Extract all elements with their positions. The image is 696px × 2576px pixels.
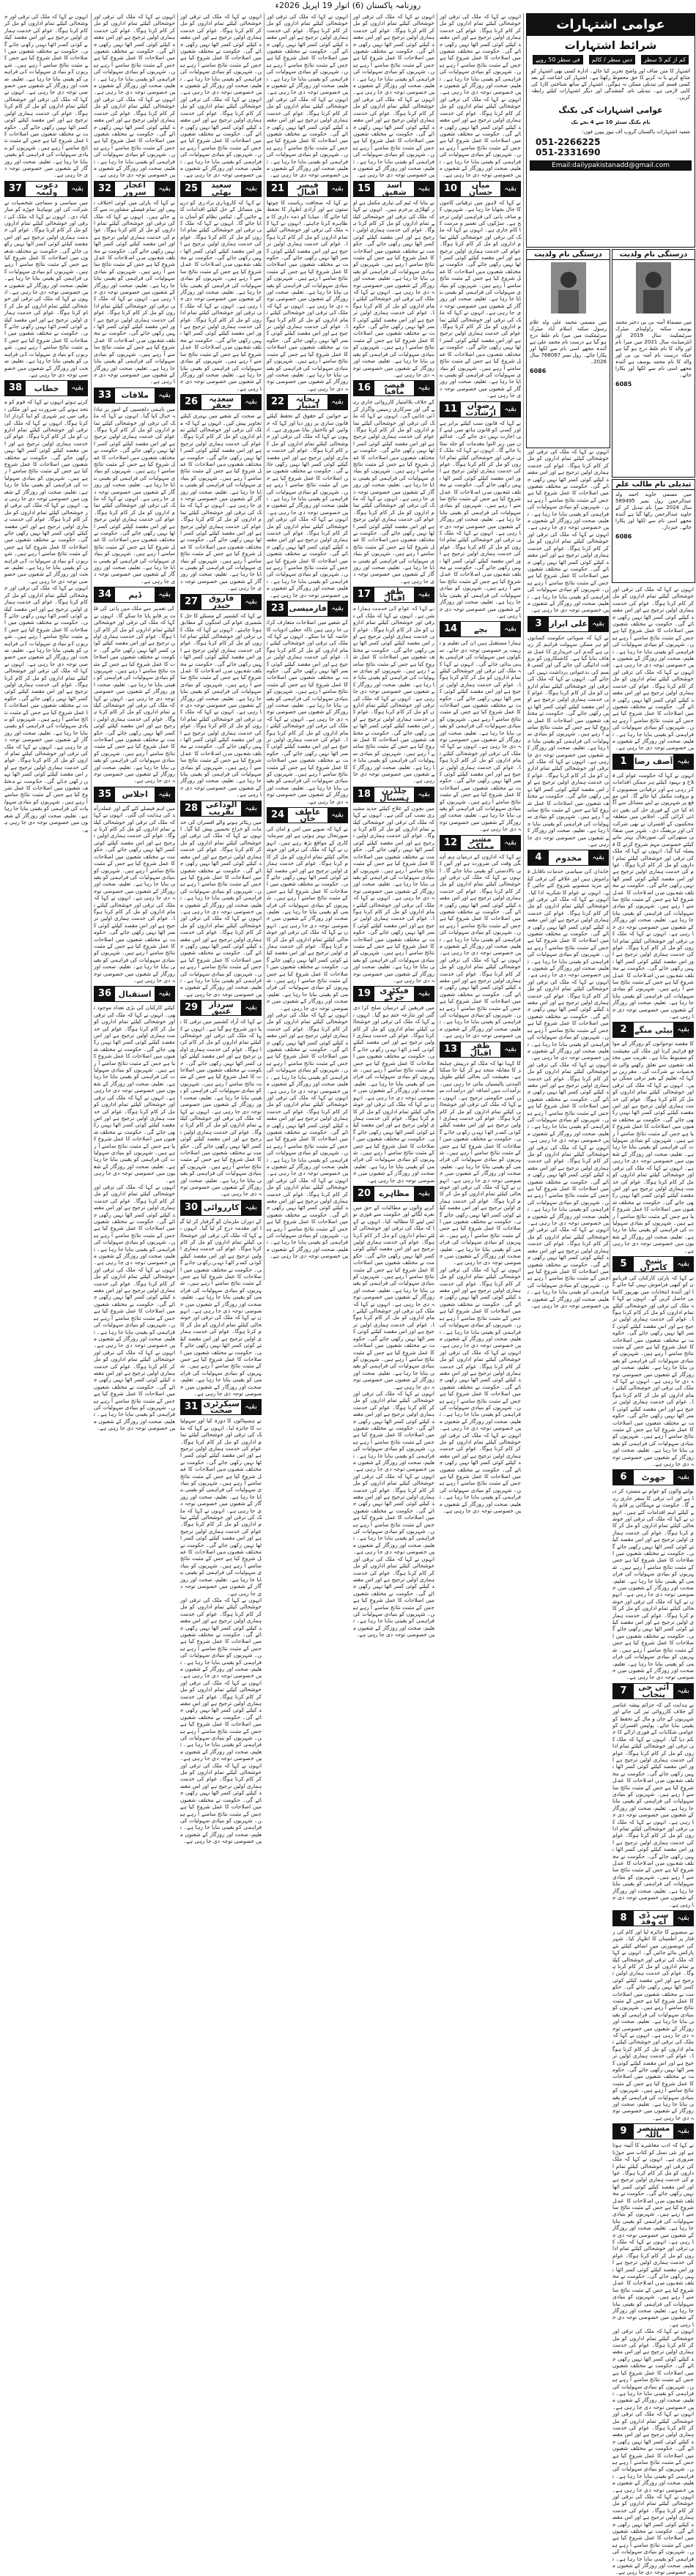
continuation-tag [440, 401, 521, 417]
continuation-title: دعوت ولیمہ [35, 180, 59, 197]
continuation-title: میاں حسان [468, 180, 493, 197]
ads-email: Email:dailypakistanadd@gmail.com [530, 160, 692, 171]
news-column [180, 13, 262, 1845]
article-text: انہوں نے کہا کہ ملک کی ترقی اور خوشحالی کیلئے تمام اداروں کو مل کر کام کرنا ہوگا۔ عوام کی خدمت ہماری اولین ترجیح ہے اور اس مقصد کیلئے کوئی کسر اٹھا نہیں رکھی جائے گی۔ حکومت نے مختلف شعبوں میں اصلاحات کا عمل شروع کیا ہے جس کے مثبت نتائج سامنے آ رہے ہیں۔ شہریوں کو بنیادی سہولیات کی فراہمی کو یقینی بنایا جا رہا ہے۔ تعلیم، صحت اور روزگار کے شعبوں میں خصوصی توجہ دی جا رہی ہے۔ انہوں نے کہا کہ ملک کی ترقی اور خوشحالی کیلئے تمام اداروں کو مل کر کام کرنا ہوگا۔ عوام کی خدمت ہماری اولین ترجیح ہے اور اس مقصد کیلئے کوئی کسر اٹھا نہیں رکھی جائے گی۔ حکومت نے مختلف شعبوں میں اصلاحات کا عمل شروع کیا ہے جس کے مثبت نتائج سامنے آ رہے ہیں۔ شہریوں کو بنیادی سہولیات کی فراہمی کو یقینی بنایا جا رہا ہے۔ تعلیم، صحت اور روزگار کے شعبوں میں خصوصی توجہ دی جا رہی ہے۔ [4, 13, 88, 179]
ads-terms-text: اشتہار کا متن صاف اور واضح تحریر کیا جائے۔ ادارہ کسی بھی اشتہار کو شائع کرنے یا نہ کرنے کا حق محفوظ رکھتا ہے۔ اشتہار کی اشاعت کے بعد کسی قسم کی تبدیلی ممکن نہ ہوگی۔ اشتہار کے ساتھ شناختی کارڈ کی کاپی لازمی ہے۔ تبدیلی نام، گمشدگی اور دیگر اشتہارات کیلئے رابطہ کریں۔ [531, 68, 690, 100]
ads-phone: 051-2266225 [536, 137, 601, 147]
article-text: نے ہدایت کی کہ جرائم پیشہ عناصر کے خلاف کارروائی تیز کی جائے اور شہریوں کے جان و مال کے تحفظ کو یقینی بنایا جائے۔ پولیس افسران کو عوامی شکایات کے فوری ازالے کا حکم دیا گیا۔ انہوں نے کہا کہ ملک کی ترقی اور خوشحالی کیلئے تمام اداروں کو مل کر کام کرنا ہوگا۔ عوام کی خدمت ہماری اولین ترجیح ہے اور اس مقصد کیلئے کوئی کسر اٹھا نہیں رکھی جائے گی۔ حکومت نے مختلف شعبوں میں اصلاحات کا عمل شروع کیا ہے جس کے مثبت نتائج سامنے آ رہے ہیں۔ شہریوں کو بنیادی سہولیات کی فراہمی کو یقینی بنایا جا رہا ہے۔ تعلیم، صحت اور روزگار کے شعبوں میں خصوصی توجہ دی جا رہی ہے۔ انہوں نے کہا کہ ملک کی ترقی اور خوشحالی کیلئے تمام اداروں کو مل کر کام کرنا ہوگا۔ عوام کی خدمت ہماری اولین ترجیح ہے اور اس مقصد کیلئے کوئی کسر اٹھا نہیں رکھی جائے گی۔ حکومت نے مختلف شعبوں میں اصلاحات کا عمل شروع کیا ہے جس کے مثبت نتائج سامنے آ رہے ہیں۔ شہریوں کو بنیادی سہولیات کی فراہمی کو یقینی بنایا جا رہا ہے۔ تعلیم، صحت اور روزگار کے شعبوں میں خصوصی توجہ دی جا رہی ہے۔ [612, 1701, 694, 1908]
continuation-tag [353, 587, 434, 603]
continuation-number: 1 [613, 754, 634, 769]
continuation-number: 19 [354, 987, 374, 1001]
article-text: بولنے والوں کو عوام نے مسترد کر دیا ہے اور اب ترقی کا سفر جاری رہے گا۔ حکومت نے مہنگائی پر قابو پانے کیلئے اہم اقدامات کئے ہیں۔ انہوں نے کہا کہ ملک کی ترقی اور خوشحالی کیلئے تمام اداروں کو مل کر کام کرنا ہوگا۔ عوام کی خدمت ہماری اولین ترجیح ہے اور اس مقصد کیلئے کوئی کسر اٹھا نہیں رکھی جائے گی۔ حکومت نے مختلف شعبوں میں اصلاحات کا عمل شروع کیا ہے جس کے مثبت نتائج سامنے آ رہے ہیں۔ شہریوں کو بنیادی سہولیات کی فراہمی کو یقینی بنایا جا رہا ہے۔ تعلیم، صحت اور روزگار کے شعبوں میں خصوصی توجہ دی جا رہی ہے۔ انہوں نے کہا کہ ملک کی ترقی اور خوشحالی کیلئے تمام اداروں کو مل کر کام کرنا ہوگا۔ عوام کی خدمت ہماری اولین ترجیح ہے اور اس مقصد کیلئے کوئی کسر اٹھا نہیں رکھی جائے گی۔ حکومت نے مختلف شعبوں میں اصلاحات کا عمل شروع کیا ہے جس کے مثبت نتائج سامنے آ رہے ہیں۔ شہریوں کو بنیادی سہولیات کی فراہمی کو یقینی بنایا جا رہا ہے۔ تعلیم، صحت اور روزگار کے شعبوں میں خصوصی توجہ دی جا رہی ہے۔ [612, 1488, 694, 1681]
continuation-tag [94, 986, 175, 1002]
continuation-title: ظفر اقبال [470, 1041, 492, 1058]
article-text: انہوں نے کہا کہ ملک کی ترقی اور خوشحالی کیلئے تمام اداروں کو مل کر کام کرنا ہوگا۔ عوام کی خدمت ہماری اولین ترجیح ہے اور اس مقصد کیلئے کوئی کسر اٹھا نہیں رکھی جائے گی۔ حکومت نے مختلف شعبوں میں اصلاحات کا عمل شروع کیا ہے جس کے مثبت نتائج سامنے آ رہے ہیں۔ شہریوں کو بنیادی سہولیات کی فراہمی کو یقینی بنایا جا رہا ہے۔ تعلیم، صحت اور روزگار کے شعبوں میں خصوصی توجہ دی جا رہی ہے۔ انہوں نے کہا کہ ملک کی ترقی اور خوشحالی کیلئے تمام اداروں کو مل کر کام کرنا ہوگا۔ عوام کی خدمت ہماری اولین ترجیح ہے اور اس مقصد کیلئے کوئی کسر اٹھا نہیں رکھی جائے گی۔ حکومت نے مختلف شعبوں میں اصلاحات کا عمل شروع کیا ہے جس کے مثبت نتائج سامنے آ رہے ہیں۔ شہریوں کو بنیادی سہولیات کی فراہمی کو یقینی بنایا جا رہا ہے۔ تعلیم، صحت اور روزگار کے شعبوں میں خصوصی توجہ دی جا رہی ہے۔ [353, 13, 434, 179]
continuation-title: چلڈرن ہسپتال [379, 786, 410, 803]
continuation-title: علی ابرار [549, 619, 588, 629]
continuation-tag [4, 380, 88, 396]
continuation-title: جھوٹ [641, 1472, 666, 1482]
article-text: میں سیاسی و سماجی شخصیات نے شرکت کی اور نوبیاہتا جوڑے کو مبارکباد دی۔ انہوں نے کہا کہ ملک کی ترقی اور خوشحالی کیلئے تمام اداروں کو مل کر کام کرنا ہوگا۔ عوام کی خدمت ہماری اولین ترجیح ہے اور اس مقصد کیلئے کوئی کسر اٹھا نہیں رکھی جائے گی۔ حکومت نے مختلف شعبوں میں اصلاحات کا عمل شروع کیا ہے جس کے مثبت نتائج سامنے آ رہے ہیں۔ شہریوں کو بنیادی سہولیات کی فراہمی کو یقینی بنایا جا رہا ہے۔ تعلیم، صحت اور روزگار کے شعبوں میں خصوصی توجہ دی جا رہی ہے۔ انہوں نے کہا کہ ملک کی ترقی اور خوشحالی کیلئے تمام اداروں کو مل کر کام کرنا ہوگا۔ عوام کی خدمت ہماری اولین ترجیح ہے اور اس مقصد کیلئے کوئی کسر اٹھا نہیں رکھی جائے گی۔ حکومت نے مختلف شعبوں میں اصلاحات کا عمل شروع کیا ہے جس کے مثبت نتائج سامنے آ رہے ہیں۔ شہریوں کو بنیادی سہولیات کی فراہمی کو یقینی بنایا جا رہا ہے۔ تعلیم، صحت اور روزگار کے شعبوں میں خصوصی توجہ دی جا رہی ہے۔ [4, 198, 88, 378]
continuation-label: بقیہ [414, 587, 434, 602]
article-text: انہوں نے کہا کہ ملک کی ترقی اور خوشحالی کیلئے تمام اداروں کو مل کر کام کرنا ہوگا۔ عوام کی خدمت ہماری اولین ترجیح ہے اور اس مقصد کیلئے کوئی کسر اٹھا نہیں رکھی جائے گی۔ حکومت نے مختلف شعبوں میں اصلاحات کا عمل شروع کیا ہے جس کے مثبت نتائج سامنے آ رہے ہیں۔ شہریوں کو بنیادی سہولیات کی فراہمی کو یقینی بنایا جا رہا ہے۔ تعلیم، صحت اور روزگار کے شعبوں میں خصوصی توجہ دی جا رہی ہے۔ انہوں نے کہا کہ ملک کی ترقی اور خوشحالی کیلئے تمام اداروں کو مل کر کام کرنا ہوگا۔ عوام کی خدمت ہماری اولین ترجیح ہے اور اس مقصد کیلئے کوئی کسر اٹھا نہیں رکھی جائے گی۔ حکومت نے مختلف شعبوں میں اصلاحات کا عمل شروع کیا ہے جس کے مثبت نتائج سامنے آ رہے ہیں۔ شہریوں کو بنیادی سہولیات کی فراہمی کو یقینی بنایا جا رہا ہے۔ تعلیم، صحت اور روزگار کے شعبوں میں خصوصی توجہ دی جا رہی ہے۔ [527, 448, 609, 614]
notice-title: درستگی نام ولدیت [527, 250, 610, 260]
article-text: نے بتایا کہ ٹیم کی تیاری مکمل ہے اور کھلاڑی پرعزم ہیں۔ انہوں نے کہا کہ ملک کی ترقی اور خوشحالی کیلئے تمام اداروں کو مل کر کام کرنا ہوگا۔ عوام کی خدمت ہماری اولین ترجیح ہے اور اس مقصد کیلئے کوئی کسر اٹھا نہیں رکھی جائے گی۔ حکومت نے مختلف شعبوں میں اصلاحات کا عمل شروع کیا ہے جس کے مثبت نتائج سامنے آ رہے ہیں۔ شہریوں کو بنیادی سہولیات کی فراہمی کو یقینی بنایا جا رہا ہے۔ تعلیم، صحت اور روزگار کے شعبوں میں خصوصی توجہ دی جا رہی ہے۔ انہوں نے کہا کہ ملک کی ترقی اور خوشحالی کیلئے تمام اداروں کو مل کر کام کرنا ہوگا۔ عوام کی خدمت ہماری اولین ترجیح ہے اور اس مقصد کیلئے کوئی کسر اٹھا نہیں رکھی جائے گی۔ حکومت نے مختلف شعبوں میں اصلاحات کا عمل شروع کیا ہے جس کے مثبت نتائج سامنے آ رہے ہیں۔ شہریوں کو بنیادی سہولیات کی فراہمی کو یقینی بنایا جا رہا ہے۔ تعلیم، صحت اور روزگار کے شعبوں میں خصوصی توجہ دی جا رہی ہے۔ [353, 198, 434, 378]
continuation-tag [612, 1022, 694, 1038]
continuation-title: ملاقات [121, 390, 149, 401]
continuation-number: 35 [95, 787, 115, 802]
news-column [440, 13, 521, 1515]
article-text: میں باہمی دلچسپی کے امور پر تبادلہ خیال کیا گیا۔ انہوں نے کہا کہ ملک کی ترقی اور خوشحالی کیلئے تمام اداروں کو مل کر کام کرنا ہوگا۔ عوام کی خدمت ہماری اولین ترجیح ہے اور اس مقصد کیلئے کوئی کسر اٹھا نہیں رکھی جائے گی۔ حکومت نے مختلف شعبوں میں اصلاحات کا عمل شروع کیا ہے جس کے مثبت نتائج سامنے آ رہے ہیں۔ شہریوں کو بنیادی سہولیات کی فراہمی کو یقینی بنایا جا رہا ہے۔ تعلیم، صحت اور روزگار کے شعبوں میں خصوصی توجہ دی جا رہی ہے۔ انہوں نے کہا کہ ملک کی ترقی اور خوشحالی کیلئے تمام اداروں کو مل کر کام کرنا ہوگا۔ عوام کی خدمت ہماری اولین ترجیح ہے اور اس مقصد کیلئے کوئی کسر اٹھا نہیں رکھی جائے گی۔ حکومت نے مختلف شعبوں میں اصلاحات کا عمل شروع کیا ہے جس کے مثبت نتائج سامنے آ رہے ہیں۔ شہریوں کو بنیادی سہولیات کی فراہمی کو یقینی بنایا جا رہا ہے۔ تعلیم، صحت اور روزگار کے شعبوں میں خصوصی توجہ دی جا رہی ہے۔ [94, 405, 175, 584]
continuation-label: بقیہ [673, 754, 693, 769]
article-text: کا مقصد نوجوانوں کو روزگار کے مواقع فراہم کرنا اور ملک کی معیشت کو مضبوط بنانا ہے۔ تقریب میں مختلف شعبوں سے تعلق رکھنے والی شخصیات نے شرکت کی۔ مقررین نے کہا کہ تعلیم کے بغیر ترقی ممکن نہیں۔ انہوں نے کہا کہ ملک کی ترقی اور خوشحالی کیلئے تمام اداروں کو مل کر کام کرنا ہوگا۔ عوام کی خدمت ہماری اولین ترجیح ہے اور اس مقصد کیلئے کوئی کسر اٹھا نہیں رکھی جائے گی۔ حکومت نے مختلف شعبوں میں اصلاحات کا عمل شروع کیا ہے جس کے مثبت نتائج سامنے آ رہے ہیں۔ شہریوں کو بنیادی سہولیات کی فراہمی کو یقینی بنایا جا رہا ہے۔ تعلیم، صحت اور روزگار کے شعبوں میں خصوصی توجہ دی جا رہی ہے۔ انہوں نے کہا کہ ملک کی ترقی اور خوشحالی کیلئے تمام اداروں کو مل کر کام کرنا ہوگا۔ عوام کی خدمت ہماری اولین ترجیح ہے اور اس مقصد کیلئے کوئی کسر اٹھا نہیں رکھی جائے گی۔ حکومت نے مختلف شعبوں میں اصلاحات کا عمل شروع کیا ہے جس کے مثبت نتائج سامنے آ رہے ہیں۔ شہریوں کو بنیادی سہولیات کی فراہمی کو یقینی بنایا جا رہا ہے۔ تعلیم، صحت اور روزگار کے شعبوں میں خصوصی توجہ دی جا رہی ہے۔ [612, 1040, 694, 1254]
continuation-number: 34 [95, 587, 115, 602]
continuation-tag [527, 616, 609, 632]
article-text: میں ریٹائر ہونے والے افسران کی خدمات کو خراج تحسین پیش کیا گیا۔ انہوں نے کہا کہ ملک کی ترقی اور خوشحالی کیلئے تمام اداروں کو مل کر کام کرنا ہوگا۔ عوام کی خدمت ہماری اولین ترجیح ہے اور اس مقصد کیلئے کوئی کسر اٹھا نہیں رکھی جائے گی۔ حکومت نے مختلف شعبوں میں اصلاحات کا عمل شروع کیا ہے جس کے مثبت نتائج سامنے آ رہے ہیں۔ شہریوں کو بنیادی سہولیات کی فراہمی کو یقینی بنایا جا رہا ہے۔ تعلیم، صحت اور روزگار کے شعبوں میں خصوصی توجہ دی جا رہی ہے۔ انہوں نے کہا کہ ملک کی ترقی اور خوشحالی کیلئے تمام اداروں کو مل کر کام کرنا ہوگا۔ عوام کی خدمت ہماری اولین ترجیح ہے اور اس مقصد کیلئے کوئی کسر اٹھا نہیں رکھی جائے گی۔ حکومت نے مختلف شعبوں میں اصلاحات کا عمل شروع کیا ہے جس کے مثبت نتائج سامنے آ رہے ہیں۔ شہریوں کو بنیادی سہولیات کی فراہمی کو یقینی بنایا جا رہا ہے۔ تعلیم، صحت اور روزگار کے شعبوں میں خصوصی توجہ دی جا رہی ہے۔ [180, 818, 262, 998]
continuation-number: 25 [181, 182, 201, 196]
ads-title: عوامی اشتہارات [527, 14, 695, 36]
article-text: نے کہا کہ صوبے میں امن و امان کی صورتحال بہتر ہوئی ہے اور سرمایہ کاری کے مواقع بڑھ رہے ہیں۔ انہوں نے کہا کہ ملک کی ترقی اور خوشحالی کیلئے تمام اداروں کو مل کر کام کرنا ہوگا۔ عوام کی خدمت ہماری اولین ترجیح ہے اور اس مقصد کیلئے کوئی کسر اٹھا نہیں رکھی جائے گی۔ حکومت نے مختلف شعبوں میں اصلاحات کا عمل شروع کیا ہے جس کے مثبت نتائج سامنے آ رہے ہیں۔ شہریوں کو بنیادی سہولیات کی فراہمی کو یقینی بنایا جا رہا ہے۔ تعلیم، صحت اور روزگار کے شعبوں میں خصوصی توجہ دی جا رہی ہے۔ انہوں نے کہا کہ ملک کی ترقی اور خوشحالی کیلئے تمام اداروں کو مل کر کام کرنا ہوگا۔ عوام کی خدمت ہماری اولین ترجیح ہے اور اس مقصد کیلئے کوئی کسر اٹھا نہیں رکھی جائے گی۔ حکومت نے مختلف شعبوں میں اصلاحات کا عمل شروع کیا ہے جس کے مثبت نتائج سامنے آ رہے ہیں۔ شہریوں کو بنیادی سہولیات کی فراہمی کو یقینی بنایا جا رہا ہے۔ تعلیم، صحت اور روزگار کے شعبوں میں خصوصی توجہ دی جا رہی ہے۔ [267, 825, 348, 1012]
continuation-title: سعید بھٹی [211, 180, 232, 197]
article-text: نے کہا کہ اداروں کے درمیان ہم آہنگی وقت کی ضرورت ہے اور آئین کی بالادستی کو یقینی بنایا جائے گا۔ انہوں نے کہا کہ ملک کی ترقی اور خوشحالی کیلئے تمام اداروں کو مل کر کام کرنا ہوگا۔ عوام کی خدمت ہماری اولین ترجیح ہے اور اس مقصد کیلئے کوئی کسر اٹھا نہیں رکھی جائے گی۔ حکومت نے مختلف شعبوں میں اصلاحات کا عمل شروع کیا ہے جس کے مثبت نتائج سامنے آ رہے ہیں۔ شہریوں کو بنیادی سہولیات کی فراہمی کو یقینی بنایا جا رہا ہے۔ تعلیم، صحت اور روزگار کے شعبوں میں خصوصی توجہ دی جا رہی ہے۔ انہوں نے کہا کہ ملک کی ترقی اور خوشحالی کیلئے تمام اداروں کو مل کر کام کرنا ہوگا۔ عوام کی خدمت ہماری اولین ترجیح ہے اور اس مقصد کیلئے کوئی کسر اٹھا نہیں رکھی جائے گی۔ حکومت نے مختلف شعبوں میں اصلاحات کا عمل شروع کیا ہے جس کے مثبت نتائج سامنے آ رہے ہیں۔ شہریوں کو بنیادی سہولیات کی فراہمی کو یقینی بنایا جا رہا ہے۔ تعلیم، صحت اور روزگار کے شعبوں میں خصوصی توجہ دی جا رہی ہے۔ [440, 853, 521, 1039]
continuation-tag [267, 181, 348, 197]
continuation-tag [267, 394, 348, 410]
continuation-title: سردار عتیق [209, 999, 234, 1017]
notice-title: تبدیلی نام طالب علم [612, 480, 695, 490]
article-text: نے خواتین کے حقوق کے تحفظ کیلئے قانون سازی پر زور دیا اور کہا کہ خواتین کو بااختیار بنانا ضروری ہے۔ انہوں نے کہا کہ ملک کی ترقی اور خوشحالی کیلئے تمام اداروں کو مل کر کام کرنا ہوگا۔ عوام کی خدمت ہماری اولین ترجیح ہے اور اس مقصد کیلئے کوئی کسر اٹھا نہیں رکھی جائے گی۔ حکومت نے مختلف شعبوں میں اصلاحات کا عمل شروع کیا ہے جس کے مثبت نتائج سامنے آ رہے ہیں۔ شہریوں کو بنیادی سہولیات کی فراہمی کو یقینی بنایا جا رہا ہے۔ تعلیم، صحت اور روزگار کے شعبوں میں خصوصی توجہ دی جا رہی ہے۔ انہوں نے کہا کہ ملک کی ترقی اور خوشحالی کیلئے تمام اداروں کو مل کر کام کرنا ہوگا۔ عوام کی خدمت ہماری اولین ترجیح ہے اور اس مقصد کیلئے کوئی کسر اٹھا نہیں رکھی جائے گی۔ حکومت نے مختلف شعبوں میں اصلاحات کا عمل شروع کیا ہے جس کے مثبت نتائج سامنے آ رہے ہیں۔ شہریوں کو بنیادی سہولیات کی فراہمی کو یقینی بنایا جا رہا ہے۔ تعلیم، صحت اور روزگار کے شعبوں میں خصوصی توجہ دی جا رہی ہے۔ [267, 412, 348, 598]
continuation-label: بقیہ [241, 395, 261, 409]
continuation-number: 22 [267, 395, 288, 409]
continuation-tag [612, 1683, 694, 1699]
continuation-label: بقیہ [500, 1042, 520, 1057]
continuation-number: 23 [267, 601, 288, 616]
news-column [4, 13, 88, 1280]
article-text: نے کہا کہ لاہور میں ترقیاتی کاموں کا جال بچھایا جا رہا ہے۔ شہریوں کو صاف پانی کی فراہمی اولین ترجیح ہے۔ سڑکوں کی تعمیر و مرمت کا کام جاری ہے۔ انہوں نے کہا کہ ملک کی ترقی اور خوشحالی کیلئے تمام اداروں کو مل کر کام کرنا ہوگا۔ عوام کی خدمت ہماری اولین ترجیح ہے اور اس مقصد کیلئے کوئی کسر اٹھا نہیں رکھی جائے گی۔ حکومت نے مختلف شعبوں میں اصلاحات کا عمل شروع کیا ہے جس کے مثبت نتائج سامنے آ رہے ہیں۔ شہریوں کو بنیادی سہولیات کی فراہمی کو یقینی بنایا جا رہا ہے۔ تعلیم، صحت اور روزگار کے شعبوں میں خصوصی توجہ دی جا رہی ہے۔ انہوں نے کہا کہ ملک کی ترقی اور خوشحالی کیلئے تمام اداروں کو مل کر کام کرنا ہوگا۔ عوام کی خدمت ہماری اولین ترجیح ہے اور اس مقصد کیلئے کوئی کسر اٹھا نہیں رکھی جائے گی۔ حکومت نے مختلف شعبوں میں اصلاحات کا عمل شروع کیا ہے جس کے مثبت نتائج سامنے آ رہے ہیں۔ شہریوں کو بنیادی سہولیات کی فراہمی کو یقینی بنایا جا رہا ہے۔ تعلیم، صحت اور روزگار کے شعبوں میں خصوصی توجہ دی جا رہی ہے۔ [440, 198, 521, 399]
continuation-title: مستنصر باللہ [637, 2123, 670, 2140]
continuation-number: 18 [354, 787, 374, 802]
article-text: کا کہنا تھا کہ ملک کو درپیش چیلنجز کا مقابلہ متحد ہو کر کیا جا سکتا ہے۔ معیشت کی بحالی کیلئے طویل المدتی پالیسیاں بنائی جا رہی ہیں۔ برآمدات میں اضافہ اور درآمدات میں کمی حکومتی ترجیح ہے۔ انہوں نے کہا کہ ملک کی ترقی اور خوشحالی کیلئے تمام اداروں کو مل کر کام کرنا ہوگا۔ عوام کی خدمت ہماری اولین ترجیح ہے اور اس مقصد کیلئے کوئی کسر اٹھا نہیں رکھی جائے گی۔ حکومت نے مختلف شعبوں میں اصلاحات کا عمل شروع کیا ہے جس کے مثبت نتائج سامنے آ رہے ہیں۔ شہریوں کو بنیادی سہولیات کی فراہمی کو یقینی بنایا جا رہا ہے۔ تعلیم، صحت اور روزگار کے شعبوں میں خصوصی توجہ دی جا رہی ہے۔ انہوں نے کہا کہ ملک کی ترقی اور خوشحالی کیلئے تمام اداروں کو مل کر کام کرنا ہوگا۔ عوام کی خدمت ہماری اولین ترجیح ہے اور اس مقصد کیلئے کوئی کسر اٹھا نہیں رکھی جائے گی۔ حکومت نے مختلف شعبوں میں اصلاحات کا عمل شروع کیا ہے جس کے مثبت نتائج سامنے آ رہے ہیں۔ شہریوں کو بنیادی سہولیات کی فراہمی کو یقینی بنایا جا رہا ہے۔ تعلیم، صحت اور روزگار کے شعبوں میں خصوصی توجہ دی جا رہی ہے۔ [440, 1059, 521, 1266]
continuation-tag [180, 801, 262, 817]
continuation-label: بقیہ [588, 850, 608, 865]
article-text: کے دوران ملزمان کو گرفتار کر لیا گیا اور مقدمہ درج کر لیا گیا۔ انہوں نے کہا کہ ملک کی ترقی اور خوشحالی کیلئے تمام اداروں کو مل کر کام کرنا ہوگا۔ عوام کی خدمت ہماری اولین ترجیح ہے اور اس مقصد کیلئے کوئی کسر اٹھا نہیں رکھی جائے گی۔ حکومت نے مختلف شعبوں میں اصلاحات کا عمل شروع کیا ہے جس کے مثبت نتائج سامنے آ رہے ہیں۔ شہریوں کو بنیادی سہولیات کی فراہمی کو یقینی بنایا جا رہا ہے۔ تعلیم، صحت اور روزگار کے شعبوں میں خصوصی توجہ دی جا رہی ہے۔ انہوں نے کہا کہ ملک کی ترقی اور خوشحالی کیلئے تمام اداروں کو مل کر کام کرنا ہوگا۔ عوام کی خدمت ہماری اولین ترجیح ہے اور اس مقصد کیلئے کوئی کسر اٹھا نہیں رکھی جائے گی۔ حکومت نے مختلف شعبوں میں اصلاحات کا عمل شروع کیا ہے جس کے مثبت نتائج سامنے آ رہے ہیں۔ شہریوں کو بنیادی سہولیات کی فراہمی کو یقینی بنایا جا رہا ہے۔ تعلیم، صحت اور روزگار کے شعبوں میں خصوصی توجہ دی جا رہی ہے۔ [180, 1217, 262, 1397]
continuation-tag [180, 1000, 262, 1016]
article-text: نے کہا کہ پارٹی کارکنان کی قربانیوں کو کبھی فراموش نہیں کیا جائے گا اور آئندہ انتخابات میں بھرپور کامیابی حاصل کریں گے۔ انہوں نے کہا کہ ملک کی ترقی اور خوشحالی کیلئے تمام اداروں کو مل کر کام کرنا ہوگا۔ عوام کی خدمت ہماری اولین ترجیح ہے اور اس مقصد کیلئے کوئی کسر اٹھا نہیں رکھی جائے گی۔ حکومت نے مختلف شعبوں میں اصلاحات کا عمل شروع کیا ہے جس کے مثبت نتائج سامنے آ رہے ہیں۔ شہریوں کو بنیادی سہولیات کی فراہمی کو یقینی بنایا جا رہا ہے۔ تعلیم، صحت اور روزگار کے شعبوں میں خصوصی توجہ دی جا رہی ہے۔ انہوں نے کہا کہ ملک کی ترقی اور خوشحالی کیلئے تمام اداروں کو مل کر کام کرنا ہوگا۔ عوام کی خدمت ہماری اولین ترجیح ہے اور اس مقصد کیلئے کوئی کسر اٹھا نہیں رکھی جائے گی۔ حکومت نے مختلف شعبوں میں اصلاحات کا عمل شروع کیا ہے جس کے مثبت نتائج سامنے آ رہے ہیں۔ شہریوں کو بنیادی سہولیات کی فراہمی کو یقینی بنایا جا رہا ہے۔ تعلیم، صحت اور روزگار کے شعبوں میں خصوصی توجہ دی جا رہی ہے۔ [612, 1274, 694, 1467]
notice-name-correction-2 [526, 249, 610, 448]
notice-text: میں مسمی جاوید احمد ولد عبدالرحمن رول نمبر 589495 سال 2024 میرا نام تبدیل کر کے جاوید عبدالرحمن رکھا گیا ہے آئندہ مجھے اسی نام سے لکھا اور پکارا جائے۔ خبردار۔ [615, 491, 692, 530]
continuation-number: 27 [181, 595, 201, 609]
notice-text: میں مسمی محمد علی ولد غلام رسول سکنہ اسلام آباد میٹرک سرٹیفکیٹ میں میرا نام غلط درج ہو گیا ہے درست نام محمد علی ہے آئندہ مجھے اسی نام سے لکھا اور پکارا جائے۔ رول نمبر 768087 سال 2026۔ [530, 319, 607, 365]
article-text: نے کہا کہ کاروباری برادری کو درپیش مسائل کے حل کیلئے اقدامات کئے جائیں گے۔ ٹیکس نظام کو آسان بنایا جائے گا۔ انہوں نے کہا کہ ملک کی ترقی اور خوشحالی کیلئے تمام اداروں کو مل کر کام کرنا ہوگا۔ عوام کی خدمت ہماری اولین ترجیح ہے اور اس مقصد کیلئے کوئی کسر اٹھا نہیں رکھی جائے گی۔ حکومت نے مختلف شعبوں میں اصلاحات کا عمل شروع کیا ہے جس کے مثبت نتائج سامنے آ رہے ہیں۔ شہریوں کو بنیادی سہولیات کی فراہمی کو یقینی بنایا جا رہا ہے۔ تعلیم، صحت اور روزگار کے شعبوں میں خصوصی توجہ دی جا رہی ہے۔ انہوں نے کہا کہ ملک کی ترقی اور خوشحالی کیلئے تمام اداروں کو مل کر کام کرنا ہوگا۔ عوام کی خدمت ہماری اولین ترجیح ہے اور اس مقصد کیلئے کوئی کسر اٹھا نہیں رکھی جائے گی۔ حکومت نے مختلف شعبوں میں اصلاحات کا عمل شروع کیا ہے جس کے مثبت نتائج سامنے آ رہے ہیں۔ شہریوں کو بنیادی سہولیات کی فراہمی کو یقینی بنایا جا رہا ہے۔ تعلیم، صحت اور روزگار کے شعبوں میں خصوصی توجہ دی جا رہی ہے۔ [180, 198, 262, 392]
ads-subtitle: شرائط اشتہارات [564, 39, 657, 52]
continuation-title: عاطف خان [295, 806, 321, 824]
portrait-photo [636, 262, 671, 313]
news-column [267, 13, 348, 1280]
continuation-label: بقیہ [673, 2124, 693, 2139]
article-text: خاندان کی سیاسی خدمات ناقابل فراموش ہیں اور علاقے کی ترقی کیلئے مزید منصوبے شروع کئے جائیں گے۔ انہوں نے عوام کا شکریہ ادا کیا۔ انہوں نے کہا کہ ملک کی ترقی اور خوشحالی کیلئے تمام اداروں کو مل کر کام کرنا ہوگا۔ عوام کی خدمت ہماری اولین ترجیح ہے اور اس مقصد کیلئے کوئی کسر اٹھا نہیں رکھی جائے گی۔ حکومت نے مختلف شعبوں میں اصلاحات کا عمل شروع کیا ہے جس کے مثبت نتائج سامنے آ رہے ہیں۔ شہریوں کو بنیادی سہولیات کی فراہمی کو یقینی بنایا جا رہا ہے۔ تعلیم، صحت اور روزگار کے شعبوں میں خصوصی توجہ دی جا رہی ہے۔ انہوں نے کہا کہ ملک کی ترقی اور خوشحالی کیلئے تمام اداروں کو مل کر کام کرنا ہوگا۔ عوام کی خدمت ہماری اولین ترجیح ہے اور اس مقصد کیلئے کوئی کسر اٹھا نہیں رکھی جائے گی۔ حکومت نے مختلف شعبوں میں اصلاحات کا عمل شروع کیا ہے جس کے مثبت نتائج سامنے آ رہے ہیں۔ شہریوں کو بنیادی سہولیات کی فراہمی کو یقینی بنایا جا رہا ہے۔ تعلیم، صحت اور روزگار کے شعبوں میں خصوصی توجہ دی جا رہی ہے۔ [527, 868, 609, 1061]
continuation-number: 26 [181, 395, 201, 409]
article-text: کرتے ہوئے انہوں نے کہا کہ قوم کو متحد ہونے کی ضرورت ہے اور ملکی ترقی میں ہر شہری کو اپنا کردار ادا کرنا ہوگا۔ انہوں نے کہا کہ ملک کی ترقی اور خوشحالی کیلئے تمام اداروں کو مل کر کام کرنا ہوگا۔ عوام کی خدمت ہماری اولین ترجیح ہے اور اس مقصد کیلئے کوئی کسر اٹھا نہیں رکھی جائے گی۔ حکومت نے مختلف شعبوں میں اصلاحات کا عمل شروع کیا ہے جس کے مثبت نتائج سامنے آ رہے ہیں۔ شہریوں کو بنیادی سہولیات کی فراہمی کو یقینی بنایا جا رہا ہے۔ تعلیم، صحت اور روزگار کے شعبوں میں خصوصی توجہ دی جا رہی ہے۔ انہوں نے کہا کہ ملک کی ترقی اور خوشحالی کیلئے تمام اداروں کو مل کر کام کرنا ہوگا۔ عوام کی خدمت ہماری اولین ترجیح ہے اور اس مقصد کیلئے کوئی کسر اٹھا نہیں رکھی جائے گی۔ حکومت نے مختلف شعبوں میں اصلاحات کا عمل شروع کیا ہے جس کے مثبت نتائج سامنے آ رہے ہیں۔ شہریوں کو بنیادی سہولیات کی فراہمی کو یقینی بنایا جا رہا ہے۔ تعلیم، صحت اور روزگار کے شعبوں میں خصوصی توجہ دی جا رہی ہے۔ [4, 398, 88, 584]
article-text: انہوں نے کہا کہ حکومت عوام کی فلاح و بہبود کیلئے ہر ممکن اقدامات کر رہی ہے اور ترقیاتی منصوبوں کو بروقت مکمل کیا جائے گا۔ اس موقع پر شہریوں نے اپنے مسائل سے آگاہ کیا جن کے فوری حل کی یقین دہانی کرائی گئی۔ اجلاس میں متعلقہ محکموں کے افسران نے بھی شرکت کی اور بریفنگ دی۔ شہر میں صفائی ستھرائی کی صورتحال بہتر بنانے کیلئے خصوصی مہم شروع کرنے کا فیصلہ کیا گیا۔ انہوں نے کہا کہ ملک کی ترقی اور خوشحالی کیلئے تمام اداروں کو مل کر کام کرنا ہوگا۔ عوام کی خدمت ہماری اولین ترجیح ہے اور اس مقصد کیلئے کوئی کسر اٹھا نہیں رکھی جائے گی۔ حکومت نے مختلف شعبوں میں اصلاحات کا عمل شروع کیا ہے جس کے مثبت نتائج سامنے آ رہے ہیں۔ شہریوں کو بنیادی سہولیات کی فراہمی کو یقینی بنایا جا رہا ہے۔ تعلیم، صحت اور روزگار کے شعبوں میں خصوصی توجہ دی جا رہی ہے۔ انہوں نے کہا کہ ملک کی ترقی اور خوشحالی کیلئے تمام اداروں کو مل کر کام کرنا ہوگا۔ عوام کی خدمت ہماری اولین ترجیح ہے اور اس مقصد کیلئے کوئی کسر اٹھا نہیں رکھی جائے گی۔ حکومت نے مختلف شعبوں میں اصلاحات کا عمل شروع کیا ہے جس کے مثبت نتائج سامنے آ رہے ہیں۔ شہریوں کو بنیادی سہولیات کی فراہمی کو یقینی بنایا جا رہا ہے۔ تعلیم، صحت اور روزگار کے شعبوں میں خصوصی توجہ دی جا رہی ہے۔ [612, 771, 694, 1020]
public-ads-box [526, 13, 695, 248]
continuation-title: آصف رضا [634, 757, 673, 767]
continuation-number: 30 [181, 1200, 201, 1215]
continuation-title: استقبال [118, 989, 152, 999]
continuation-title: فیکٹری جرگے [380, 986, 409, 1003]
continuation-tag [94, 587, 175, 603]
continuation-tag [94, 387, 175, 404]
article-text: انہوں نے کہا کہ ملک کی ترقی اور خوشحالی کیلئے تمام اداروں کو مل کر کام کرنا ہوگا۔ عوام کی خدمت ہماری اولین ترجیح ہے اور اس مقصد کیلئے کوئی کسر اٹھا نہیں رکھی جائے گی۔ حکومت نے مختلف شعبوں میں اصلاحات کا عمل شروع کیا ہے جس کے مثبت نتائج سامنے آ رہے ہیں۔ شہریوں کو بنیادی سہولیات کی فراہمی کو یقینی بنایا جا رہا ہے۔ تعلیم، صحت اور روزگار کے شعبوں میں خصوصی توجہ دی جا رہی ہے۔ انہوں نے کہا کہ ملک کی ترقی اور خوشحالی کیلئے تمام اداروں کو مل کر کام کرنا ہوگا۔ عوام کی خدمت ہماری اولین ترجیح ہے اور اس مقصد کیلئے کوئی کسر اٹھا نہیں رکھی جائے گی۔ حکومت نے مختلف شعبوں میں اصلاحات کا عمل شروع کیا ہے جس کے مثبت نتائج سامنے آ رہے ہیں۔ شہریوں کو بنیادی سہولیات کی فراہمی کو یقینی بنایا جا رہا ہے۔ تعلیم، صحت اور روزگار کے شعبوں میں خصوصی توجہ دی جا رہی ہے۔ انہوں نے کہا کہ ملک کی ترقی اور خوشحالی کیلئے تمام اداروں کو مل کر کام کرنا ہوگا۔ عوام کی خدمت ہماری اولین ترجیح ہے اور اس مقصد کیلئے کوئی کسر اٹھا نہیں رکھی جائے گی۔ حکومت نے مختلف شعبوں میں اصلاحات کا عمل شروع کیا ہے جس کے مثبت نتائج سامنے آ رہے ہیں۔ شہریوں کو بنیادی سہولیات کی فراہمی کو یقینی بنایا جا رہا ہے۔ تعلیم، صحت اور روزگار کے شعبوں میں خصوصی توجہ دی جا رہی ہے۔ [353, 1389, 434, 1638]
ads-phones-label: شعبہ اشتہارات پاکستان گروپ آف نیوز پیپرز فون: [582, 129, 690, 135]
continuation-label: بقیہ [414, 381, 434, 396]
continuation-number: 2 [613, 1022, 634, 1037]
continuation-title: الوداعی تقریب [205, 800, 237, 817]
continuation-title: شیخ کامران [640, 1255, 667, 1272]
article-text: میں اہم فیصلے کئے گئے اور عملدرآمد کی ہدایت کی گئی۔ انہوں نے کہا کہ ملک کی ترقی اور خوشحالی کیلئے تمام اداروں کو مل کر کام کرنا ہوگا۔ عوام کی خدمت ہماری اولین ترجیح ہے اور اس مقصد کیلئے کوئی کسر اٹھا نہیں رکھی جائے گی۔ حکومت نے مختلف شعبوں میں اصلاحات کا عمل شروع کیا ہے جس کے مثبت نتائج سامنے آ رہے ہیں۔ شہریوں کو بنیادی سہولیات کی فراہمی کو یقینی بنایا جا رہا ہے۔ تعلیم، صحت اور روزگار کے شعبوں میں خصوصی توجہ دی جا رہی ہے۔ انہوں نے کہا کہ ملک کی ترقی اور خوشحالی کیلئے تمام اداروں کو مل کر کام کرنا ہوگا۔ عوام کی خدمت ہماری اولین ترجیح ہے اور اس مقصد کیلئے کوئی کسر اٹھا نہیں رکھی جائے گی۔ حکومت نے مختلف شعبوں میں اصلاحات کا عمل شروع کیا ہے جس کے مثبت نتائج سامنے آ رہے ہیں۔ شہریوں کو بنیادی سہولیات کی فراہمی کو یقینی بنایا جا رہا ہے۔ تعلیم، صحت اور روزگار کے شعبوں میں خصوصی توجہ دی جا رہی ہے۔ [94, 804, 175, 984]
article-text: نے صحت کے شعبے میں بہتری کیلئے تجاویز پیش کیں۔ انہوں نے کہا کہ ملک کی ترقی اور خوشحالی کیلئے تمام اداروں کو مل کر کام کرنا ہوگا۔ عوام کی خدمت ہماری اولین ترجیح ہے اور اس مقصد کیلئے کوئی کسر اٹھا نہیں رکھی جائے گی۔ حکومت نے مختلف شعبوں میں اصلاحات کا عمل شروع کیا ہے جس کے مثبت نتائج سامنے آ رہے ہیں۔ شہریوں کو بنیادی سہولیات کی فراہمی کو یقینی بنایا جا رہا ہے۔ تعلیم، صحت اور روزگار کے شعبوں میں خصوصی توجہ دی جا رہی ہے۔ انہوں نے کہا کہ ملک کی ترقی اور خوشحالی کیلئے تمام اداروں کو مل کر کام کرنا ہوگا۔ عوام کی خدمت ہماری اولین ترجیح ہے اور اس مقصد کیلئے کوئی کسر اٹھا نہیں رکھی جائے گی۔ حکومت نے مختلف شعبوں میں اصلاحات کا عمل شروع کیا ہے جس کے مثبت نتائج سامنے آ رہے ہیں۔ شہریوں کو بنیادی سہولیات کی فراہمی کو یقینی بنایا جا رہا ہے۔ تعلیم، صحت اور روزگار کے شعبوں میں خصوصی توجہ دی جا رہی ہے۔ [180, 412, 262, 592]
continuation-number: 15 [354, 182, 374, 196]
continuation-number: 24 [267, 808, 288, 823]
continuation-label: بقیہ [500, 622, 520, 636]
continuation-label: بقیہ [155, 787, 174, 802]
continuation-title: اسد شفیق [382, 180, 407, 197]
continuation-number: 6 [613, 1470, 634, 1485]
continuation-label: بقیہ [673, 1470, 693, 1485]
continuation-number: 38 [5, 381, 26, 396]
article-text: انہوں نے کہا کہ ملک کی ترقی اور خوشحالی کیلئے تمام اداروں کو مل کر کام کرنا ہوگا۔ عوام کی خدمت ہماری اولین ترجیح ہے اور اس مقصد کیلئے کوئی کسر اٹھا نہیں رکھی جائے گی۔ حکومت نے مختلف شعبوں میں اصلاحات کا عمل شروع کیا ہے جس کے مثبت نتائج سامنے آ رہے ہیں۔ شہریوں کو بنیادی سہولیات کی فراہمی کو یقینی بنایا جا رہا ہے۔ تعلیم، صحت اور روزگار کے شعبوں میں خصوصی توجہ دی جا رہی ہے۔ انہوں نے کہا کہ ملک کی ترقی اور خوشحالی کیلئے تمام اداروں کو مل کر کام کرنا ہوگا۔ عوام کی خدمت ہماری اولین ترجیح ہے اور اس مقصد کیلئے کوئی کسر اٹھا نہیں رکھی جائے گی۔ حکومت نے مختلف شعبوں میں اصلاحات کا عمل شروع کیا ہے جس کے مثبت نتائج سامنے آ رہے ہیں۔ شہریوں کو بنیادی سہولیات کی فراہمی کو یقینی بنایا جا رہا ہے۔ تعلیم، صحت اور روزگار کے شعبوں میں خصوصی توجہ دی جا رہی ہے۔ انہوں نے کہا کہ ملک کی ترقی اور خوشحالی کیلئے تمام اداروں کو مل کر کام کرنا ہوگا۔ عوام کی خدمت ہماری اولین ترجیح ہے اور اس مقصد کیلئے کوئی کسر اٹھا نہیں رکھی جائے گی۔ حکومت نے مختلف شعبوں میں اصلاحات کا عمل شروع کیا ہے جس کے مثبت نتائج سامنے آ رہے ہیں۔ شہریوں کو بنیادی سہولیات کی فراہمی کو یقینی بنایا جا رہا ہے۔ تعلیم، صحت اور روزگار کے شعبوں میں خصوصی توجہ دی جا رہی ہے۔ [267, 1012, 348, 1260]
article-text: کے شعبے میں اصلاحات متعارف کرائی جا رہی ہیں تاکہ جعلی ادویات کا خاتمہ کیا جا سکے۔ انہوں نے کہا کہ ملک کی ترقی اور خوشحالی کیلئے تمام اداروں کو مل کر کام کرنا ہوگا۔ عوام کی خدمت ہماری اولین ترجیح ہے اور اس مقصد کیلئے کوئی کسر اٹھا نہیں رکھی جائے گی۔ حکومت نے مختلف شعبوں میں اصلاحات کا عمل شروع کیا ہے جس کے مثبت نتائج سامنے آ رہے ہیں۔ شہریوں کو بنیادی سہولیات کی فراہمی کو یقینی بنایا جا رہا ہے۔ تعلیم، صحت اور روزگار کے شعبوں میں خصوصی توجہ دی جا رہی ہے۔ انہوں نے کہا کہ ملک کی ترقی اور خوشحالی کیلئے تمام اداروں کو مل کر کام کرنا ہوگا۔ عوام کی خدمت ہماری اولین ترجیح ہے اور اس مقصد کیلئے کوئی کسر اٹھا نہیں رکھی جائے گی۔ حکومت نے مختلف شعبوں میں اصلاحات کا عمل شروع کیا ہے جس کے مثبت نتائج سامنے آ رہے ہیں۔ شہریوں کو بنیادی سہولیات کی فراہمی کو یقینی بنایا جا رہا ہے۔ تعلیم، صحت اور روزگار کے شعبوں میں خصوصی توجہ دی جا رہی ہے۔ [267, 619, 348, 805]
continuation-tag [353, 1186, 434, 1202]
continuation-label: بقیہ [414, 182, 434, 196]
continuation-label: بقیہ [588, 617, 608, 631]
continuation-label: بقیہ [327, 808, 347, 823]
continuation-number: 28 [181, 801, 201, 816]
continuation-label: بقیہ [414, 1187, 434, 1201]
continuation-title: فاروق حیدر [208, 593, 234, 610]
continuation-title: خطاب [34, 383, 59, 393]
article-text: نے کہا کہ صحافت ریاست کا چوتھا ستون ہے اور آزادی اظہار کا تحفظ کیا جائے گا۔ میڈیا کو ذمہ داری کا مظاہرہ کرنا چاہئے۔ انہوں نے کہا کہ ملک کی ترقی اور خوشحالی کیلئے تمام اداروں کو مل کر کام کرنا ہوگا۔ عوام کی خدمت ہماری اولین ترجیح ہے اور اس مقصد کیلئے کوئی کسر اٹھا نہیں رکھی جائے گی۔ حکومت نے مختلف شعبوں میں اصلاحات کا عمل شروع کیا ہے جس کے مثبت نتائج سامنے آ رہے ہیں۔ شہریوں کو بنیادی سہولیات کی فراہمی کو یقینی بنایا جا رہا ہے۔ تعلیم، صحت اور روزگار کے شعبوں میں خصوصی توجہ دی جا رہی ہے۔ انہوں نے کہا کہ ملک کی ترقی اور خوشحالی کیلئے تمام اداروں کو مل کر کام کرنا ہوگا۔ عوام کی خدمت ہماری اولین ترجیح ہے اور اس مقصد کیلئے کوئی کسر اٹھا نہیں رکھی جائے گی۔ حکومت نے مختلف شعبوں میں اصلاحات کا عمل شروع کیا ہے جس کے مثبت نتائج سامنے آ رہے ہیں۔ شہریوں کو بنیادی سہولیات کی فراہمی کو یقینی بنایا جا رہا ہے۔ تعلیم، صحت اور روزگار کے شعبوں میں خصوصی توجہ دی جا رہی ہے۔ [267, 198, 348, 392]
continuation-title: فارمیسی [289, 604, 327, 614]
continuation-number: 33 [95, 388, 115, 403]
continuation-label: بقیہ [673, 1257, 693, 1272]
continuation-label: بقیہ [155, 987, 174, 1001]
continuation-tag [94, 181, 175, 197]
continuation-number: 3 [528, 617, 549, 631]
article-text: کیلئے کارکنان کی بڑی تعداد موجود تھی۔ انہوں نے کہا کہ ملک کی ترقی اور خوشحالی کیلئے تمام اداروں کو مل کر کام کرنا ہوگا۔ عوام کی خدمت ہماری اولین ترجیح ہے اور اس مقصد کیلئے کوئی کسر اٹھا نہیں رکھی جائے گی۔ حکومت نے مختلف شعبوں میں اصلاحات کا عمل شروع کیا ہے جس کے مثبت نتائج سامنے آ رہے ہیں۔ شہریوں کو بنیادی سہولیات کی فراہمی کو یقینی بنایا جا رہا ہے۔ تعلیم، صحت اور روزگار کے شعبوں میں خصوصی توجہ دی جا رہی ہے۔ انہوں نے کہا کہ ملک کی ترقی اور خوشحالی کیلئے تمام اداروں کو مل کر کام کرنا ہوگا۔ عوام کی خدمت ہماری اولین ترجیح ہے اور اس مقصد کیلئے کوئی کسر اٹھا نہیں رکھی جائے گی۔ حکومت نے مختلف شعبوں میں اصلاحات کا عمل شروع کیا ہے جس کے مثبت نتائج سامنے آ رہے ہیں۔ شہریوں کو بنیادی سہولیات کی فراہمی کو یقینی بنایا جا رہا ہے۔ تعلیم، صحت اور روزگار کے شعبوں میں خصوصی توجہ دی جا رہی ہے۔ [94, 1004, 175, 1184]
continuation-number: 13 [440, 1042, 461, 1057]
page-masthead: روزنامہ پاکستان (6) اتوار 19 اپریل 2026ء [275, 1, 421, 10]
article-text: انہوں نے کہا کہ ملک کی ترقی اور خوشحالی کیلئے تمام اداروں کو مل کر کام کرنا ہوگا۔ عوام کی خدمت ہماری اولین ترجیح ہے اور اس مقصد کیلئے کوئی کسر اٹھا نہیں رکھی جائے گی۔ حکومت نے مختلف شعبوں میں اصلاحات کا عمل شروع کیا ہے جس کے مثبت نتائج سامنے آ رہے ہیں۔ شہریوں کو بنیادی سہولیات کی فراہمی کو یقینی بنایا جا رہا ہے۔ تعلیم، صحت اور روزگار کے شعبوں میں خصوصی توجہ دی جا رہی ہے۔ انہوں نے کہا کہ ملک کی ترقی اور خوشحالی کیلئے تمام اداروں کو مل کر کام کرنا ہوگا۔ عوام کی خدمت ہماری اولین ترجیح ہے اور اس مقصد کیلئے کوئی کسر اٹھا نہیں رکھی جائے گی۔ حکومت نے مختلف شعبوں میں اصلاحات کا عمل شروع کیا ہے جس کے مثبت نتائج سامنے آ رہے ہیں۔ شہریوں کو بنیادی سہولیات کی فراہمی کو یقینی بنایا جا رہا ہے۔ تعلیم، صحت اور روزگار کے شعبوں میں خصوصی توجہ دی جا رہی ہے۔ انہوں نے کہا کہ ملک کی ترقی اور خوشحالی کیلئے تمام اداروں کو مل کر کام کرنا ہوگا۔ عوام کی خدمت ہماری اولین ترجیح ہے اور اس مقصد کیلئے کوئی کسر اٹھا نہیں رکھی جائے گی۔ حکومت نے مختلف شعبوں میں اصلاحات کا عمل شروع کیا ہے جس کے مثبت نتائج سامنے آ رہے ہیں۔ شہریوں کو بنیادی سہولیات کی فراہمی کو یقینی بنایا جا رہا ہے۔ تعلیم، صحت اور روزگار کے شعبوں میں خصوصی توجہ دی جا رہی ہے۔ [4, 584, 88, 833]
article-text: نے کہا کہ کشمیر کے مسئلے کا حل کشمیری عوام کی امنگوں کے مطابق ہونا چاہئے۔ انہوں نے کہا کہ ملک کی ترقی اور خوشحالی کیلئے تمام اداروں کو مل کر کام کرنا ہوگا۔ عوام کی خدمت ہماری اولین ترجیح ہے اور اس مقصد کیلئے کوئی کسر اٹھا نہیں رکھی جائے گی۔ حکومت نے مختلف شعبوں میں اصلاحات کا عمل شروع کیا ہے جس کے مثبت نتائج سامنے آ رہے ہیں۔ شہریوں کو بنیادی سہولیات کی فراہمی کو یقینی بنایا جا رہا ہے۔ تعلیم، صحت اور روزگار کے شعبوں میں خصوصی توجہ دی جا رہی ہے۔ انہوں نے کہا کہ ملک کی ترقی اور خوشحالی کیلئے تمام اداروں کو مل کر کام کرنا ہوگا۔ عوام کی خدمت ہماری اولین ترجیح ہے اور اس مقصد کیلئے کوئی کسر اٹھا نہیں رکھی جائے گی۔ حکومت نے مختلف شعبوں میں اصلاحات کا عمل شروع کیا ہے جس کے مثبت نتائج سامنے آ رہے ہیں۔ شہریوں کو بنیادی سہولیات کی فراہمی کو یقینی بنایا جا رہا ہے۔ تعلیم، صحت اور روزگار کے شعبوں میں خصوصی توجہ دی جا رہی ہے۔ [180, 612, 262, 798]
continuation-label: بقیہ [241, 595, 261, 609]
continuation-title: سی ڈی اے وفد [638, 1909, 669, 1926]
continuation-number: 36 [95, 987, 115, 1001]
continuation-tag [180, 394, 262, 410]
continuation-label: بقیہ [327, 182, 347, 196]
continuation-tag [612, 754, 694, 770]
continuation-tag [94, 787, 175, 803]
continuation-tag [353, 787, 434, 803]
continuation-number: 7 [613, 1684, 634, 1699]
continuation-label: بقیہ [673, 1911, 693, 1926]
continuation-number: 31 [181, 1400, 201, 1414]
continuation-tag [612, 1256, 694, 1272]
news-column [527, 448, 609, 1309]
continuation-tag [180, 1399, 262, 1415]
continuation-tag [527, 850, 609, 866]
news-column [612, 586, 694, 2576]
continuation-tag [180, 181, 262, 197]
continuation-title: اعجاز سرور [123, 180, 147, 197]
continuation-title: مخدوم [555, 853, 582, 863]
continuation-label: بقیہ [414, 787, 434, 802]
continuation-number: 5 [613, 1257, 634, 1272]
continuation-title: ظفر اقبال [383, 586, 405, 604]
continuation-label: بقیہ [241, 1400, 261, 1414]
article-text: کی تعمیر سے ملک میں پانی کی قلت پر قابو پایا جا سکے گا۔ انہوں نے کہا کہ ملک کی ترقی اور خوشحالی کیلئے تمام اداروں کو مل کر کام کرنا ہوگا۔ عوام کی خدمت ہماری اولین ترجیح ہے اور اس مقصد کیلئے کوئی کسر اٹھا نہیں رکھی جائے گی۔ حکومت نے مختلف شعبوں میں اصلاحات کا عمل شروع کیا ہے جس کے مثبت نتائج سامنے آ رہے ہیں۔ شہریوں کو بنیادی سہولیات کی فراہمی کو یقینی بنایا جا رہا ہے۔ تعلیم، صحت اور روزگار کے شعبوں میں خصوصی توجہ دی جا رہی ہے۔ انہوں نے کہا کہ ملک کی ترقی اور خوشحالی کیلئے تمام اداروں کو مل کر کام کرنا ہوگا۔ عوام کی خدمت ہماری اولین ترجیح ہے اور اس مقصد کیلئے کوئی کسر اٹھا نہیں رکھی جائے گی۔ حکومت نے مختلف شعبوں میں اصلاحات کا عمل شروع کیا ہے جس کے مثبت نتائج سامنے آ رہے ہیں۔ شہریوں کو بنیادی سہولیات کی فراہمی کو یقینی بنایا جا رہا ہے۔ تعلیم، صحت اور روزگار کے شعبوں میں خصوصی توجہ دی جا رہی ہے۔ [94, 605, 175, 784]
continuation-tag [612, 1910, 694, 1926]
article-text: نے کہا کہ آزاد کشمیر میں ترقی کا نیا دور شروع ہو گیا ہے۔ انہوں نے کہا کہ ملک کی ترقی اور خوشحالی کیلئے تمام اداروں کو مل کر کام کرنا ہوگا۔ عوام کی خدمت ہماری اولین ترجیح ہے اور اس مقصد کیلئے کوئی کسر اٹھا نہیں رکھی جائے گی۔ حکومت نے مختلف شعبوں میں اصلاحات کا عمل شروع کیا ہے جس کے مثبت نتائج سامنے آ رہے ہیں۔ شہریوں کو بنیادی سہولیات کی فراہمی کو یقینی بنایا جا رہا ہے۔ تعلیم، صحت اور روزگار کے شعبوں میں خصوصی توجہ دی جا رہی ہے۔ انہوں نے کہا کہ ملک کی ترقی اور خوشحالی کیلئے تمام اداروں کو مل کر کام کرنا ہوگا۔ عوام کی خدمت ہماری اولین ترجیح ہے اور اس مقصد کیلئے کوئی کسر اٹھا نہیں رکھی جائے گی۔ حکومت نے مختلف شعبوں میں اصلاحات کا عمل شروع کیا ہے جس کے مثبت نتائج سامنے آ رہے ہیں۔ شہریوں کو بنیادی سہولیات کی فراہمی کو یقینی بنایا جا رہا ہے۔ تعلیم، صحت اور روزگار کے شعبوں میں خصوصی توجہ دی جا رہی ہے۔ [180, 1018, 262, 1198]
ads-chip: فی سطر 50 روپے [533, 55, 583, 64]
notice-code: 6085 [615, 381, 632, 387]
article-text: نے کہا کہ ادب معاشرے کا آئینہ ہوتا ہے اور نئی نسل کو کتاب سے جوڑنا ضروری ہے۔ انہوں نے کہا کہ ملک کی ترقی اور خوشحالی کیلئے تمام اداروں کو مل کر کام کرنا ہوگا۔ عوام کی خدمت ہماری اولین ترجیح ہے اور اس مقصد کیلئے کوئی کسر اٹھا نہیں رکھی جائے گی۔ حکومت نے مختلف شعبوں میں اصلاحات کا عمل شروع کیا ہے جس کے مثبت نتائج سامنے آ رہے ہیں۔ شہریوں کو بنیادی سہولیات کی فراہمی کو یقینی بنایا جا رہا ہے۔ تعلیم، صحت اور روزگار کے شعبوں میں خصوصی توجہ دی جا رہی ہے۔ انہوں نے کہا کہ ملک کی ترقی اور خوشحالی کیلئے تمام اداروں کو مل کر کام کرنا ہوگا۔ عوام کی خدمت ہماری اولین ترجیح ہے اور اس مقصد کیلئے کوئی کسر اٹھا نہیں رکھی جائے گی۔ حکومت نے مختلف شعبوں میں اصلاحات کا عمل شروع کیا ہے جس کے مثبت نتائج سامنے آ رہے ہیں۔ شہریوں کو بنیادی سہولیات کی فراہمی کو یقینی بنایا جا رہا ہے۔ تعلیم، صحت اور روزگار کے شعبوں میں خصوصی توجہ دی جا رہی ہے۔ [612, 2142, 694, 2328]
continuation-number: 10 [440, 182, 461, 196]
continuation-title: سعدیہ جعفر [209, 393, 234, 411]
continuation-tag [440, 1042, 521, 1058]
continuation-tag [353, 181, 434, 197]
continuation-title: رضوان ارشادت [465, 401, 497, 417]
article-text: نے کہا کہ صوبائی حکومت کسانوں کو ہر ممکن سہولت فراہم کر رہی ہے گندم کی خریداری کا عمل شفاف بنایا گیا ہے۔ کاشتکاروں کو بروقت ادائیگی کی جائے گی اور کسی قسم کی بدعنوانی برداشت نہیں کی جائے گی۔ انہوں نے کہا کہ ملک کی ترقی اور خوشحالی کیلئے تمام اداروں کو مل کر کام کرنا ہوگا۔ عوام کی خدمت ہماری اولین ترجیح ہے اور اس مقصد کیلئے کوئی کسر اٹھا نہیں رکھی جائے گی۔ حکومت نے مختلف شعبوں میں اصلاحات کا عمل شروع کیا ہے جس کے مثبت نتائج سامنے آ رہے ہیں۔ شہریوں کو بنیادی سہولیات کی فراہمی کو یقینی بنایا جا رہا ہے۔ تعلیم، صحت اور روزگار کے شعبوں میں خصوصی توجہ دی جا رہی ہے۔ انہوں نے کہا کہ ملک کی ترقی اور خوشحالی کیلئے تمام اداروں کو مل کر کام کرنا ہوگا۔ عوام کی خدمت ہماری اولین ترجیح ہے اور اس مقصد کیلئے کوئی کسر اٹھا نہیں رکھی جائے گی۔ حکومت نے مختلف شعبوں میں اصلاحات کا عمل شروع کیا ہے جس کے مثبت نتائج سامنے آ رہے ہیں۔ شہریوں کو بنیادی سہولیات کی فراہمی کو یقینی بنایا جا رہا ہے۔ تعلیم، صحت اور روزگار کے شعبوں میں خصوصی توجہ دی جا رہی ہے۔ [527, 634, 609, 847]
article-text: انہوں نے کہا کہ ملک کی ترقی اور خوشحالی کیلئے تمام اداروں کو مل کر کام کرنا ہوگا۔ عوام کی خدمت ہماری اولین ترجیح ہے اور اس مقصد کیلئے کوئی کسر اٹھا نہیں رکھی جائے گی۔ حکومت نے مختلف شعبوں میں اصلاحات کا عمل شروع کیا ہے جس کے مثبت نتائج سامنے آ رہے ہیں۔ شہریوں کو بنیادی سہولیات کی فراہمی کو یقینی بنایا جا رہا ہے۔ تعلیم، صحت اور روزگار کے شعبوں میں خصوصی توجہ دی جا رہی ہے۔ انہوں نے کہا کہ ملک کی ترقی اور خوشحالی کیلئے تمام اداروں کو مل کر کام کرنا ہوگا۔ عوام کی خدمت ہماری اولین ترجیح ہے اور اس مقصد کیلئے کوئی کسر اٹھا نہیں رکھی جائے گی۔ حکومت نے مختلف شعبوں میں اصلاحات کا عمل شروع کیا ہے جس کے مثبت نتائج سامنے آ رہے ہیں۔ شہریوں کو بنیادی سہولیات کی فراہمی کو یقینی بنایا جا رہا ہے۔ تعلیم، صحت اور روزگار کے شعبوں میں خصوصی توجہ دی جا رہی ہے۔ [612, 586, 694, 751]
article-text: نے کہا کہ پارٹی میں کوئی اختلاف نہیں اور تمام فیصلے مشاورت سے کئے جاتے ہیں۔ انہوں نے کہا کہ ملک کی ترقی اور خوشحالی کیلئے تمام اداروں کو مل کر کام کرنا ہوگا۔ عوام کی خدمت ہماری اولین ترجیح ہے اور اس مقصد کیلئے کوئی کسر اٹھا نہیں رکھی جائے گی۔ حکومت نے مختلف شعبوں میں اصلاحات کا عمل شروع کیا ہے جس کے مثبت نتائج سامنے آ رہے ہیں۔ شہریوں کو بنیادی سہولیات کی فراہمی کو یقینی بنایا جا رہا ہے۔ تعلیم، صحت اور روزگار کے شعبوں میں خصوصی توجہ دی جا رہی ہے۔ انہوں نے کہا کہ ملک کی ترقی اور خوشحالی کیلئے تمام اداروں کو مل کر کام کرنا ہوگا۔ عوام کی خدمت ہماری اولین ترجیح ہے اور اس مقصد کیلئے کوئی کسر اٹھا نہیں رکھی جائے گی۔ حکومت نے مختلف شعبوں میں اصلاحات کا عمل شروع کیا ہے جس کے مثبت نتائج سامنے آ رہے ہیں۔ شہریوں کو بنیادی سہولیات کی فراہمی کو یقینی بنایا جا رہا ہے۔ تعلیم، صحت اور روزگار کے شعبوں میں خصوصی توجہ دی جا رہی ہے۔ [93, 198, 175, 385]
continuation-label: بقیہ [241, 1200, 261, 1215]
continuation-title: بیٹی منگے [634, 1025, 673, 1035]
article-text: انہوں نے کہا کہ ملک کی ترقی اور خوشحالی کیلئے تمام اداروں کو مل کر کام کرنا ہوگا۔ عوام کی خدمت ہماری اولین ترجیح ہے اور اس مقصد کیلئے کوئی کسر اٹھا نہیں رکھی جائے گی۔ حکومت نے مختلف شعبوں میں اصلاحات کا عمل شروع کیا ہے جس کے مثبت نتائج سامنے آ رہے ہیں۔ شہریوں کو بنیادی سہولیات کی فراہمی کو یقینی بنایا جا رہا ہے۔ تعلیم، صحت اور روزگار کے شعبوں میں خصوصی توجہ دی جا رہی ہے۔ انہوں نے کہا کہ ملک کی ترقی اور خوشحالی کیلئے تمام اداروں کو مل کر کام کرنا ہوگا۔ عوام کی خدمت ہماری اولین ترجیح ہے اور اس مقصد کیلئے کوئی کسر اٹھا نہیں رکھی جائے گی۔ حکومت نے مختلف شعبوں میں اصلاحات کا عمل شروع کیا ہے جس کے مثبت نتائج سامنے آ رہے ہیں۔ شہریوں کو بنیادی سہولیات کی فراہمی کو یقینی بنایا جا رہا ہے۔ تعلیم، صحت اور روزگار کے شعبوں میں خصوصی توجہ دی جا رہی ہے۔ [440, 13, 521, 179]
continuation-tag [4, 181, 88, 197]
article-text: کے خلاف بلاامتیاز کارروائی جاری رہے گی اور سرکاری زمینیں واگزار کرائی جائیں گی۔ انہوں نے کہا کہ ملک کی ترقی اور خوشحالی کیلئے تمام اداروں کو مل کر کام کرنا ہوگا۔ عوام کی خدمت ہماری اولین ترجیح ہے اور اس مقصد کیلئے کوئی کسر اٹھا نہیں رکھی جائے گی۔ حکومت نے مختلف شعبوں میں اصلاحات کا عمل شروع کیا ہے جس کے مثبت نتائج سامنے آ رہے ہیں۔ شہریوں کو بنیادی سہولیات کی فراہمی کو یقینی بنایا جا رہا ہے۔ تعلیم، صحت اور روزگار کے شعبوں میں خصوصی توجہ دی جا رہی ہے۔ انہوں نے کہا کہ ملک کی ترقی اور خوشحالی کیلئے تمام اداروں کو مل کر کام کرنا ہوگا۔ عوام کی خدمت ہماری اولین ترجیح ہے اور اس مقصد کیلئے کوئی کسر اٹھا نہیں رکھی جائے گی۔ حکومت نے مختلف شعبوں میں اصلاحات کا عمل شروع کیا ہے جس کے مثبت نتائج سامنے آ رہے ہیں۔ شہریوں کو بنیادی سہولیات کی فراہمی کو یقینی بنایا جا رہا ہے۔ تعلیم، صحت اور روزگار کے شعبوں میں خصوصی توجہ دی جا رہی ہے۔ [353, 398, 434, 584]
continuation-number: 14 [440, 622, 461, 636]
continuation-title: مشیر مملکت [467, 834, 495, 851]
continuation-label: بقیہ [500, 182, 520, 196]
article-text: نے کہا کہ عوام کی خدمت ہمارا مشن ہے۔ انہوں نے کہا کہ ملک کی ترقی اور خوشحالی کیلئے تمام اداروں کو مل کر کام کرنا ہوگا۔ عوام کی خدمت ہماری اولین ترجیح ہے اور اس مقصد کیلئے کوئی کسر اٹھا نہیں رکھی جائے گی۔ حکومت نے مختلف شعبوں میں اصلاحات کا عمل شروع کیا ہے جس کے مثبت نتائج سامنے آ رہے ہیں۔ شہریوں کو بنیادی سہولیات کی فراہمی کو یقینی بنایا جا رہا ہے۔ تعلیم، صحت اور روزگار کے شعبوں میں خصوصی توجہ دی جا رہی ہے۔ انہوں نے کہا کہ ملک کی ترقی اور خوشحالی کیلئے تمام اداروں کو مل کر کام کرنا ہوگا۔ عوام کی خدمت ہماری اولین ترجیح ہے اور اس مقصد کیلئے کوئی کسر اٹھا نہیں رکھی جائے گی۔ حکومت نے مختلف شعبوں میں اصلاحات کا عمل شروع کیا ہے جس کے مثبت نتائج سامنے آ رہے ہیں۔ شہریوں کو بنیادی سہولیات کی فراہمی کو یقینی بنایا جا رہا ہے۔ تعلیم، صحت اور روزگار کے شعبوں میں خصوصی توجہ دی جا رہی ہے۔ [353, 605, 434, 784]
continuation-tag [267, 807, 348, 823]
notice-code: 6086 [615, 533, 632, 540]
continuation-tag [440, 621, 521, 637]
article-text: انہوں نے کہا کہ ملک کی ترقی اور خوشحالی کیلئے تمام اداروں کو مل کر کام کرنا ہوگا۔ عوام کی خدمت ہماری اولین ترجیح ہے اور اس مقصد کیلئے کوئی کسر اٹھا نہیں رکھی جائے گی۔ حکومت نے مختلف شعبوں میں اصلاحات کا عمل شروع کیا ہے جس کے مثبت نتائج سامنے آ رہے ہیں۔ شہریوں کو بنیادی سہولیات کی فراہمی کو یقینی بنایا جا رہا ہے۔ تعلیم، صحت اور روزگار کے شعبوں میں خصوصی توجہ دی جا رہی ہے۔ انہوں نے کہا کہ ملک کی ترقی اور خوشحالی کیلئے تمام اداروں کو مل کر کام کرنا ہوگا۔ عوام کی خدمت ہماری اولین ترجیح ہے اور اس مقصد کیلئے کوئی کسر اٹھا نہیں رکھی جائے گی۔ حکومت نے مختلف شعبوں میں اصلاحات کا عمل شروع کیا ہے جس کے مثبت نتائج سامنے آ رہے ہیں۔ شہریوں کو بنیادی سہولیات کی فراہمی کو یقینی بنایا جا رہا ہے۔ تعلیم، صحت اور روزگار کے شعبوں میں خصوصی توجہ دی جا رہی ہے۔ انہوں نے کہا کہ ملک کی ترقی اور خوشحالی کیلئے تمام اداروں کو مل کر کام کرنا ہوگا۔ عوام کی خدمت ہماری اولین ترجیح ہے اور اس مقصد کیلئے کوئی کسر اٹھا نہیں رکھی جائے گی۔ حکومت نے مختلف شعبوں میں اصلاحات کا عمل شروع کیا ہے جس کے مثبت نتائج سامنے آ رہے ہیں۔ شہریوں کو بنیادی سہولیات کی فراہمی کو یقینی بنایا جا رہا ہے۔ تعلیم، صحت اور روزگار کے شعبوں میں خصوصی توجہ دی جا رہی ہے۔ [612, 2328, 694, 2576]
continuation-title: کارروائی [203, 1203, 240, 1213]
news-column [93, 13, 175, 1432]
continuation-title: آئی جی پنجاب [638, 1682, 670, 1699]
continuation-label: بقیہ [241, 182, 261, 196]
continuation-title: بچے [473, 624, 488, 634]
article-text: انہوں نے کہا کہ ملک کی ترقی اور خوشحالی کیلئے تمام اداروں کو مل کر کام کرنا ہوگا۔ عوام کی خدمت ہماری اولین ترجیح ہے اور اس مقصد کیلئے کوئی کسر اٹھا نہیں رکھی جائے گی۔ حکومت نے مختلف شعبوں میں اصلاحات کا عمل شروع کیا ہے جس کے مثبت نتائج سامنے آ رہے ہیں۔ شہریوں کو بنیادی سہولیات کی فراہمی کو یقینی بنایا جا رہا ہے۔ تعلیم، صحت اور روزگار کے شعبوں میں خصوصی توجہ دی جا رہی ہے۔ انہوں نے کہا کہ ملک کی ترقی اور خوشحالی کیلئے تمام اداروں کو مل کر کام کرنا ہوگا۔ عوام کی خدمت ہماری اولین ترجیح ہے اور اس مقصد کیلئے کوئی کسر اٹھا نہیں رکھی جائے گی۔ حکومت نے مختلف شعبوں میں اصلاحات کا عمل شروع کیا ہے جس کے مثبت نتائج سامنے آ رہے ہیں۔ شہریوں کو بنیادی سہولیات کی فراہمی کو یقینی بنایا جا رہا ہے۔ تعلیم، صحت اور روزگار کے شعبوں میں خصوصی توجہ دی جا رہی ہے۔ انہوں نے کہا کہ ملک کی ترقی اور خوشحالی کیلئے تمام اداروں کو مل کر کام کرنا ہوگا۔ عوام کی خدمت ہماری اولین ترجیح ہے اور اس مقصد کیلئے کوئی کسر اٹھا نہیں رکھی جائے گی۔ حکومت نے مختلف شعبوں میں اصلاحات کا عمل شروع کیا ہے جس کے مثبت نتائج سامنے آ رہے ہیں۔ شہریوں کو بنیادی سہولیات کی فراہمی کو یقینی بنایا جا رہا ہے۔ تعلیم، صحت اور روزگار کے شعبوں میں خصوصی توجہ دی جا رہی ہے۔ [527, 1061, 609, 1309]
ads-booking-title: عوامی اشتہارات کی بکنگ [558, 105, 663, 115]
article-text: نے ہسپتالوں کا دورہ کیا اور سہولیات کا جائزہ لیا۔ انہوں نے کہا کہ ملک کی ترقی اور خوشحالی کیلئے تمام اداروں کو مل کر کام کرنا ہوگا۔ عوام کی خدمت ہماری اولین ترجیح ہے اور اس مقصد کیلئے کوئی کسر اٹھا نہیں رکھی جائے گی۔ حکومت نے مختلف شعبوں میں اصلاحات کا عمل شروع کیا ہے جس کے مثبت نتائج سامنے آ رہے ہیں۔ شہریوں کو بنیادی سہولیات کی فراہمی کو یقینی بنایا جا رہا ہے۔ تعلیم، صحت اور روزگار کے شعبوں میں خصوصی توجہ دی جا رہی ہے۔ انہوں نے کہا کہ ملک کی ترقی اور خوشحالی کیلئے تمام اداروں کو مل کر کام کرنا ہوگا۔ عوام کی خدمت ہماری اولین ترجیح ہے اور اس مقصد کیلئے کوئی کسر اٹھا نہیں رکھی جائے گی۔ حکومت نے مختلف شعبوں میں اصلاحات کا عمل شروع کیا ہے جس کے مثبت نتائج سامنے آ رہے ہیں۔ شہریوں کو بنیادی سہولیات کی فراہمی کو یقینی بنایا جا رہا ہے۔ تعلیم، صحت اور روزگار کے شعبوں میں خصوصی توجہ دی جا رہی ہے۔ [180, 1417, 262, 1597]
article-text: کرنے والوں نے مطالبات کے حق میں نعرے لگائے اور حکومت سے فوری نوٹس لینے کا مطالبہ کیا۔ انہوں نے کہا کہ ملک کی ترقی اور خوشحالی کیلئے تمام اداروں کو مل کر کام کرنا ہوگا۔ عوام کی خدمت ہماری اولین ترجیح ہے اور اس مقصد کیلئے کوئی کسر اٹھا نہیں رکھی جائے گی۔ حکومت نے مختلف شعبوں میں اصلاحات کا عمل شروع کیا ہے جس کے مثبت نتائج سامنے آ رہے ہیں۔ شہریوں کو بنیادی سہولیات کی فراہمی کو یقینی بنایا جا رہا ہے۔ تعلیم، صحت اور روزگار کے شعبوں میں خصوصی توجہ دی جا رہی ہے۔ انہوں نے کہا کہ ملک کی ترقی اور خوشحالی کیلئے تمام اداروں کو مل کر کام کرنا ہوگا۔ عوام کی خدمت ہماری اولین ترجیح ہے اور اس مقصد کیلئے کوئی کسر اٹھا نہیں رکھی جائے گی۔ حکومت نے مختلف شعبوں میں اصلاحات کا عمل شروع کیا ہے جس کے مثبت نتائج سامنے آ رہے ہیں۔ شہریوں کو بنیادی سہولیات کی فراہمی کو یقینی بنایا جا رہا ہے۔ تعلیم، صحت اور روزگار کے شعبوں میں خصوصی توجہ دی جا رہی ہے۔ [353, 1203, 434, 1390]
continuation-label: بقیہ [500, 836, 520, 850]
continuation-number: 11 [440, 402, 461, 417]
continuation-number: 4 [528, 850, 549, 865]
continuation-tag [440, 181, 521, 197]
article-text: میں بچوں کے علاج کیلئے جدید مشینری نصب کی گئی ہے۔ انہوں نے کہا کہ ملک کی ترقی اور خوشحالی کیلئے تمام اداروں کو مل کر کام کرنا ہوگا۔ عوام کی خدمت ہماری اولین ترجیح ہے اور اس مقصد کیلئے کوئی کسر اٹھا نہیں رکھی جائے گی۔ حکومت نے مختلف شعبوں میں اصلاحات کا عمل شروع کیا ہے جس کے مثبت نتائج سامنے آ رہے ہیں۔ شہریوں کو بنیادی سہولیات کی فراہمی کو یقینی بنایا جا رہا ہے۔ تعلیم، صحت اور روزگار کے شعبوں میں خصوصی توجہ دی جا رہی ہے۔ انہوں نے کہا کہ ملک کی ترقی اور خوشحالی کیلئے تمام اداروں کو مل کر کام کرنا ہوگا۔ عوام کی خدمت ہماری اولین ترجیح ہے اور اس مقصد کیلئے کوئی کسر اٹھا نہیں رکھی جائے گی۔ حکومت نے مختلف شعبوں میں اصلاحات کا عمل شروع کیا ہے جس کے مثبت نتائج سامنے آ رہے ہیں۔ شہریوں کو بنیادی سہولیات کی فراہمی کو یقینی بنایا جا رہا ہے۔ تعلیم، صحت اور روزگار کے شعبوں میں خصوصی توجہ دی جا رہی ہے۔ [353, 804, 434, 984]
continuation-label: بقیہ [155, 182, 174, 196]
news-column [353, 13, 434, 1638]
portrait-photo [551, 262, 586, 313]
notice-code: 6086 [530, 368, 547, 374]
continuation-title: اجلاس [122, 790, 148, 800]
continuation-tag [353, 380, 434, 396]
notice-text: میں مسماۃ آمنہ بی بی دختر محمد یوسف سکنہ راولپنڈی میٹرک سرٹیفکیٹ سال 2019 اور انٹرمیڈیٹ سال 2021 میں میرا نام اور والد کا نام غلط درج ہو گیا ہے جبکہ درست نام آمنہ بی بی اور والد کا نام محمد یوسف ہے آئندہ مجھے اسی نام سے لکھا اور پکارا جائے۔ [615, 319, 692, 378]
notice-title: درستگی نام ولدیت [612, 250, 695, 260]
continuation-tag [612, 1469, 694, 1485]
continuation-number: 8 [613, 1911, 634, 1926]
continuation-title: مظاہرے [379, 1189, 410, 1199]
continuation-label: بقیہ [155, 388, 174, 403]
continuation-number: 17 [354, 587, 374, 602]
notice-student-name-change [612, 479, 695, 583]
continuation-label: بقیہ [414, 987, 434, 1001]
continuation-label: بقیہ [241, 801, 261, 816]
continuation-label: بقیہ [673, 1684, 693, 1699]
continuation-number: 32 [95, 182, 115, 196]
continuation-number: 21 [267, 182, 288, 196]
continuation-label: بقیہ [500, 402, 520, 417]
ads-chip: کم از کم 5 سطر [641, 55, 689, 64]
continuation-label: بقیہ [67, 381, 87, 396]
article-text: انہوں نے کہا کہ ملک کی ترقی اور خوشحالی کیلئے تمام اداروں کو مل کر کام کرنا ہوگا۔ عوام کی خدمت ہماری اولین ترجیح ہے اور اس مقصد کیلئے کوئی کسر اٹھا نہیں رکھی جائے گی۔ حکومت نے مختلف شعبوں میں اصلاحات کا عمل شروع کیا ہے جس کے مثبت نتائج سامنے آ رہے ہیں۔ شہریوں کو بنیادی سہولیات کی فراہمی کو یقینی بنایا جا رہا ہے۔ تعلیم، صحت اور روزگار کے شعبوں میں خصوصی توجہ دی جا رہی ہے۔ انہوں نے کہا کہ ملک کی ترقی اور خوشحالی کیلئے تمام اداروں کو مل کر کام کرنا ہوگا۔ عوام کی خدمت ہماری اولین ترجیح ہے اور اس مقصد کیلئے کوئی کسر اٹھا نہیں رکھی جائے گی۔ حکومت نے مختلف شعبوں میں اصلاحات کا عمل شروع کیا ہے جس کے مثبت نتائج سامنے آ رہے ہیں۔ شہریوں کو بنیادی سہولیات کی فراہمی کو یقینی بنایا جا رہا ہے۔ تعلیم، صحت اور روزگار کے شعبوں میں خصوصی توجہ دی جا رہی ہے۔ [180, 13, 262, 179]
continuation-number: 12 [440, 836, 461, 850]
continuation-tag [612, 2123, 694, 2139]
continuation-label: بقیہ [327, 601, 347, 616]
article-text: ہمارا مستقبل ہیں ان کی تعلیم و تربیت پر خصوصی توجہ دی جائے۔ سکولوں میں سہولیات کی فراہمی یقینی بنائی جائے گی۔ انہوں نے کہا کہ ملک کی ترقی اور خوشحالی کیلئے تمام اداروں کو مل کر کام کرنا ہوگا۔ عوام کی خدمت ہماری اولین ترجیح ہے اور اس مقصد کیلئے کوئی کسر اٹھا نہیں رکھی جائے گی۔ حکومت نے مختلف شعبوں میں اصلاحات کا عمل شروع کیا ہے جس کے مثبت نتائج سامنے آ رہے ہیں۔ شہریوں کو بنیادی سہولیات کی فراہمی کو یقینی بنایا جا رہا ہے۔ تعلیم، صحت اور روزگار کے شعبوں میں خصوصی توجہ دی جا رہی ہے۔ انہوں نے کہا کہ ملک کی ترقی اور خوشحالی کیلئے تمام اداروں کو مل کر کام کرنا ہوگا۔ عوام کی خدمت ہماری اولین ترجیح ہے اور اس مقصد کیلئے کوئی کسر اٹھا نہیں رکھی جائے گی۔ حکومت نے مختلف شعبوں میں اصلاحات کا عمل شروع کیا ہے جس کے مثبت نتائج سامنے آ رہے ہیں۔ شہریوں کو بنیادی سہولیات کی فراہمی کو یقینی بنایا جا رہا ہے۔ تعلیم، صحت اور روزگار کے شعبوں میں خصوصی توجہ دی جا رہی ہے۔ [440, 639, 521, 833]
continuation-number: 29 [181, 1001, 201, 1015]
continuation-tag [180, 1200, 262, 1216]
ads-phone: 051-2331690 [536, 147, 601, 157]
continuation-label: بقیہ [155, 587, 174, 602]
continuation-title: سیکرٹری صحت [203, 1398, 240, 1416]
continuation-label: بقیہ [673, 1022, 693, 1037]
continuation-title: ڈیم [128, 590, 141, 600]
continuation-label: بقیہ [241, 1001, 261, 1015]
article-text: انہوں نے کہا کہ ملک کی ترقی اور خوشحالی کیلئے تمام اداروں کو مل کر کام کرنا ہوگا۔ عوام کی خدمت ہماری اولین ترجیح ہے اور اس مقصد کیلئے کوئی کسر اٹھا نہیں رکھی جائے گی۔ حکومت نے مختلف شعبوں میں اصلاحات کا عمل شروع کیا ہے جس کے مثبت نتائج سامنے آ رہے ہیں۔ شہریوں کو بنیادی سہولیات کی فراہمی کو یقینی بنایا جا رہا ہے۔ تعلیم، صحت اور روزگار کے شعبوں میں خصوصی توجہ دی جا رہی ہے۔ انہوں نے کہا کہ ملک کی ترقی اور خوشحالی کیلئے تمام اداروں کو مل کر کام کرنا ہوگا۔ عوام کی خدمت ہماری اولین ترجیح ہے اور اس مقصد کیلئے کوئی کسر اٹھا نہیں رکھی جائے گی۔ حکومت نے مختلف شعبوں میں اصلاحات کا عمل شروع کیا ہے جس کے مثبت نتائج سامنے آ رہے ہیں۔ شہریوں کو بنیادی سہولیات کی فراہمی کو یقینی بنایا جا رہا ہے۔ تعلیم، صحت اور روزگار کے شعبوں میں خصوصی توجہ دی جا رہی ہے۔ انہوں نے کہا کہ ملک کی ترقی اور خوشحالی کیلئے تمام اداروں کو مل کر کام کرنا ہوگا۔ عوام کی خدمت ہماری اولین ترجیح ہے اور اس مقصد کیلئے کوئی کسر اٹھا نہیں رکھی جائے گی۔ حکومت نے مختلف شعبوں میں اصلاحات کا عمل شروع کیا ہے جس کے مثبت نتائج سامنے آ رہے ہیں۔ شہریوں کو بنیادی سہولیات کی فراہمی کو یقینی بنایا جا رہا ہے۔ تعلیم، صحت اور روزگار کے شعبوں میں خصوصی توجہ دی جا رہی ہے۔ [180, 1596, 262, 1845]
article-text: انہوں نے کہا کہ ملک کی ترقی اور خوشحالی کیلئے تمام اداروں کو مل کر کام کرنا ہوگا۔ عوام کی خدمت ہماری اولین ترجیح ہے اور اس مقصد کیلئے کوئی کسر اٹھا نہیں رکھی جائے گی۔ حکومت نے مختلف شعبوں میں اصلاحات کا عمل شروع کیا ہے جس کے مثبت نتائج سامنے آ رہے ہیں۔ شہریوں کو بنیادی سہولیات کی فراہمی کو یقینی بنایا جا رہا ہے۔ تعلیم، صحت اور روزگار کے شعبوں میں خصوصی توجہ دی جا رہی ہے۔ انہوں نے کہا کہ ملک کی ترقی اور خوشحالی کیلئے تمام اداروں کو مل کر کام کرنا ہوگا۔ عوام کی خدمت ہماری اولین ترجیح ہے اور اس مقصد کیلئے کوئی کسر اٹھا نہیں رکھی جائے گی۔ حکومت نے مختلف شعبوں میں اصلاحات کا عمل شروع کیا ہے جس کے مثبت نتائج سامنے آ رہے ہیں۔ شہریوں کو بنیادی سہولیات کی فراہمی کو یقینی بنایا جا رہا ہے۔ تعلیم، صحت اور روزگار کے شعبوں میں خصوصی توجہ دی جا رہی ہے۔ انہوں نے کہا کہ ملک کی ترقی اور خوشحالی کیلئے تمام اداروں کو مل کر کام کرنا ہوگا۔ عوام کی خدمت ہماری اولین ترجیح ہے اور اس مقصد کیلئے کوئی کسر اٹھا نہیں رکھی جائے گی۔ حکومت نے مختلف شعبوں میں اصلاحات کا عمل شروع کیا ہے جس کے مثبت نتائج سامنے آ رہے ہیں۔ شہریوں کو بنیادی سہولیات کی فراہمی کو یقینی بنایا جا رہا ہے۔ تعلیم، صحت اور روزگار کے شعبوں میں خصوصی توجہ دی جا رہی ہے۔ [440, 1266, 521, 1515]
article-text: انہوں نے کہا کہ ملک کی ترقی اور خوشحالی کیلئے تمام اداروں کو مل کر کام کرنا ہوگا۔ عوام کی خدمت ہماری اولین ترجیح ہے اور اس مقصد کیلئے کوئی کسر اٹھا نہیں رکھی جائے گی۔ حکومت نے مختلف شعبوں میں اصلاحات کا عمل شروع کیا ہے جس کے مثبت نتائج سامنے آ رہے ہیں۔ شہریوں کو بنیادی سہولیات کی فراہمی کو یقینی بنایا جا رہا ہے۔ تعلیم، صحت اور روزگار کے شعبوں میں خصوصی توجہ دی جا رہی ہے۔ انہوں نے کہا کہ ملک کی ترقی اور خوشحالی کیلئے تمام اداروں کو مل کر کام کرنا ہوگا۔ عوام کی خدمت ہماری اولین ترجیح ہے اور اس مقصد کیلئے کوئی کسر اٹھا نہیں رکھی جائے گی۔ حکومت نے مختلف شعبوں میں اصلاحات کا عمل شروع کیا ہے جس کے مثبت نتائج سامنے آ رہے ہیں۔ شہریوں کو بنیادی سہولیات کی فراہمی کو یقینی بنایا جا رہا ہے۔ تعلیم، صحت اور روزگار کے شعبوں میں خصوصی توجہ دی جا رہی ہے۔ [94, 13, 175, 179]
continuation-number: 9 [613, 2124, 634, 2139]
article-text: میں فریقین کے درمیان صلح کرا دی گئی اور تنازعہ ختم ہو گیا۔ انہوں نے کہا کہ ملک کی ترقی اور خوشحالی کیلئے تمام اداروں کو مل کر کام کرنا ہوگا۔ عوام کی خدمت ہماری اولین ترجیح ہے اور اس مقصد کیلئے کوئی کسر اٹھا نہیں رکھی جائے گی۔ حکومت نے مختلف شعبوں میں اصلاحات کا عمل شروع کیا ہے جس کے مثبت نتائج سامنے آ رہے ہیں۔ شہریوں کو بنیادی سہولیات کی فراہمی کو یقینی بنایا جا رہا ہے۔ تعلیم، صحت اور روزگار کے شعبوں میں خصوصی توجہ دی جا رہی ہے۔ انہوں نے کہا کہ ملک کی ترقی اور خوشحالی کیلئے تمام اداروں کو مل کر کام کرنا ہوگا۔ عوام کی خدمت ہماری اولین ترجیح ہے اور اس مقصد کیلئے کوئی کسر اٹھا نہیں رکھی جائے گی۔ حکومت نے مختلف شعبوں میں اصلاحات کا عمل شروع کیا ہے جس کے مثبت نتائج سامنے آ رہے ہیں۔ شہریوں کو بنیادی سہولیات کی فراہمی کو یقینی بنایا جا رہا ہے۔ تعلیم، صحت اور روزگار کے شعبوں میں خصوصی توجہ دی جا رہی ہے۔ [353, 1004, 434, 1184]
continuation-number: 37 [5, 182, 26, 196]
continuation-number: 20 [354, 1187, 374, 1201]
article-text: نے کہا کہ قانون سب کیلئے برابر ہے اور کسی کو قانون ہاتھ میں لینے کی اجازت نہیں دی جائے گی۔ عدالتوں میں زیر التوا مقدمات کو جلد نمٹایا جائے گا۔ انہوں نے کہا کہ ملک کی ترقی اور خوشحالی کیلئے تمام اداروں کو مل کر کام کرنا ہوگا۔ عوام کی خدمت ہماری اولین ترجیح ہے اور اس مقصد کیلئے کوئی کسر اٹھا نہیں رکھی جائے گی۔ حکومت نے مختلف شعبوں میں اصلاحات کا عمل شروع کیا ہے جس کے مثبت نتائج سامنے آ رہے ہیں۔ شہریوں کو بنیادی سہولیات کی فراہمی کو یقینی بنایا جا رہا ہے۔ تعلیم، صحت اور روزگار کے شعبوں میں خصوصی توجہ دی جا رہی ہے۔ انہوں نے کہا کہ ملک کی ترقی اور خوشحالی کیلئے تمام اداروں کو مل کر کام کرنا ہوگا۔ عوام کی خدمت ہماری اولین ترجیح ہے اور اس مقصد کیلئے کوئی کسر اٹھا نہیں رکھی جائے گی۔ حکومت نے مختلف شعبوں میں اصلاحات کا عمل شروع کیا ہے جس کے مثبت نتائج سامنے آ رہے ہیں۔ شہریوں کو بنیادی سہولیات کی فراہمی کو یقینی بنایا جا رہا ہے۔ تعلیم، صحت اور روزگار کے شعبوں میں خصوصی توجہ دی جا رہی ہے۔ [440, 419, 521, 619]
continuation-tag [267, 601, 348, 617]
continuation-title: ریحانہ امتیاز [295, 393, 320, 411]
notice-name-correction-1 [612, 249, 695, 478]
article-text: نے منصوبے کا جائزہ لیا اور کام کی رفتار پر اطمینان کا اظہار کیا۔ شہر کی خوبصورتی میں اضافے کیلئے نئے پارکس بنائے جائیں گے۔ انہوں نے کہا کہ ملک کی ترقی اور خوشحالی کیلئے تمام اداروں کو مل کر کام کرنا ہوگا۔ عوام کی خدمت ہماری اولین ترجیح ہے اور اس مقصد کیلئے کوئی کسر اٹھا نہیں رکھی جائے گی۔ حکومت نے مختلف شعبوں میں اصلاحات کا عمل شروع کیا ہے جس کے مثبت نتائج سامنے آ رہے ہیں۔ شہریوں کو بنیادی سہولیات کی فراہمی کو یقینی بنایا جا رہا ہے۔ تعلیم، صحت اور روزگار کے شعبوں میں خصوصی توجہ دی جا رہی ہے۔ انہوں نے کہا کہ ملک کی ترقی اور خوشحالی کیلئے تمام اداروں کو مل کر کام کرنا ہوگا۔ عوام کی خدمت ہماری اولین ترجیح ہے اور اس مقصد کیلئے کوئی کسر اٹھا نہیں رکھی جائے گی۔ حکومت نے مختلف شعبوں میں اصلاحات کا عمل شروع کیا ہے جس کے مثبت نتائج سامنے آ رہے ہیں۔ شہریوں کو بنیادی سہولیات کی فراہمی کو یقینی بنایا جا رہا ہے۔ تعلیم، صحت اور روزگار کے شعبوں میں خصوصی توجہ دی جا رہی ہے۔ [612, 1928, 694, 2121]
continuation-label: بقیہ [327, 395, 347, 409]
continuation-tag [440, 835, 521, 851]
ads-booking-note: نام بکنگ سنٹر 10 سے 4 بجے تک [571, 119, 651, 125]
ads-chip: دس سطر / کالم [589, 55, 635, 64]
article-text: انہوں نے کہا کہ ملک کی ترقی اور خوشحالی کیلئے تمام اداروں کو مل کر کام کرنا ہوگا۔ عوام کی خدمت ہماری اولین ترجیح ہے اور اس مقصد کیلئے کوئی کسر اٹھا نہیں رکھی جائے گی۔ حکومت نے مختلف شعبوں میں اصلاحات کا عمل شروع کیا ہے جس کے مثبت نتائج سامنے آ رہے ہیں۔ شہریوں کو بنیادی سہولیات کی فراہمی کو یقینی بنایا جا رہا ہے۔ تعلیم، صحت اور روزگار کے شعبوں میں خصوصی توجہ دی جا رہی ہے۔ انہوں نے کہا کہ ملک کی ترقی اور خوشحالی کیلئے تمام اداروں کو مل کر کام کرنا ہوگا۔ عوام کی خدمت ہماری اولین ترجیح ہے اور اس مقصد کیلئے کوئی کسر اٹھا نہیں رکھی جائے گی۔ حکومت نے مختلف شعبوں میں اصلاحات کا عمل شروع کیا ہے جس کے مثبت نتائج سامنے آ رہے ہیں۔ شہریوں کو بنیادی سہولیات کی فراہمی کو یقینی بنایا جا رہا ہے۔ تعلیم، صحت اور روزگار کے شعبوں میں خصوصی توجہ دی جا رہی ہے۔ [267, 13, 348, 179]
continuation-title: قبضہ مافیا [383, 379, 405, 397]
continuation-number: 16 [354, 381, 374, 396]
article-text: انہوں نے کہا کہ ملک کی ترقی اور خوشحالی کیلئے تمام اداروں کو مل کر کام کرنا ہوگا۔ عوام کی خدمت ہماری اولین ترجیح ہے اور اس مقصد کیلئے کوئی کسر اٹھا نہیں رکھی جائے گی۔ حکومت نے مختلف شعبوں میں اصلاحات کا عمل شروع کیا ہے جس کے مثبت نتائج سامنے آ رہے ہیں۔ شہریوں کو بنیادی سہولیات کی فراہمی کو یقینی بنایا جا رہا ہے۔ تعلیم، صحت اور روزگار کے شعبوں میں خصوصی توجہ دی جا رہی ہے۔ انہوں نے کہا کہ ملک کی ترقی اور خوشحالی کیلئے تمام اداروں کو مل کر کام کرنا ہوگا۔ عوام کی خدمت ہماری اولین ترجیح ہے اور اس مقصد کیلئے کوئی کسر اٹھا نہیں رکھی جائے گی۔ حکومت نے مختلف شعبوں میں اصلاحات کا عمل شروع کیا ہے جس کے مثبت نتائج سامنے آ رہے ہیں۔ شہریوں کو بنیادی سہولیات کی فراہمی کو یقینی بنایا جا رہا ہے۔ تعلیم، صحت اور روزگار کے شعبوں میں خصوصی توجہ دی جا رہی ہے۔ انہوں نے کہا کہ ملک کی ترقی اور خوشحالی کیلئے تمام اداروں کو مل کر کام کرنا ہوگا۔ عوام کی خدمت ہماری اولین ترجیح ہے اور اس مقصد کیلئے کوئی کسر اٹھا نہیں رکھی جائے گی۔ حکومت نے مختلف شعبوں میں اصلاحات کا عمل شروع کیا ہے جس کے مثبت نتائج سامنے آ رہے ہیں۔ شہریوں کو بنیادی سہولیات کی فراہمی کو یقینی بنایا جا رہا ہے۔ تعلیم، صحت اور روزگار کے شعبوں میں خصوصی توجہ دی جا رہی ہے۔ [94, 1183, 175, 1432]
continuation-tag [353, 986, 434, 1002]
continuation-label: بقیہ [67, 182, 87, 196]
continuation-tag [180, 594, 262, 610]
continuation-title: قیصر اقبال [297, 180, 319, 197]
